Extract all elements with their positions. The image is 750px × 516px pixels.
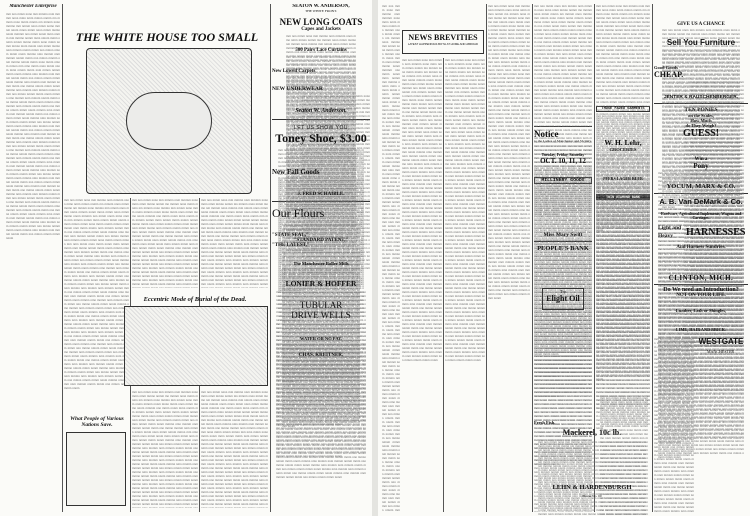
our-flours-heading: Our Flours — [272, 206, 325, 220]
mackerel-ad: Mackerel, 10c lb. — [562, 428, 622, 437]
lehn-hardenburgh-ad: LEHN & HARDENBURGH — [552, 484, 632, 491]
lonier-hoffer-ad: LONIER & HOFFER — [285, 279, 357, 288]
guess-heading: GUESS! — [682, 128, 720, 139]
column-rule — [62, 4, 63, 512]
toney-shoe-ad: Toney Shoe, $3.00 — [275, 131, 367, 145]
pony-heading: Pony — [693, 162, 709, 170]
lace-curtains-ad: 500 Pairs Lace Curtains — [295, 48, 347, 53]
vandemark-ad: A. B. Van DeMark & Co. — [659, 197, 743, 206]
ad-column: SEATON W. ANDERSON, THE WHITE FRONT. NEW LONG COATS Capes and Jackets mm nnn mmm nnnn mm mmmn nnm mmmm nnnn mmn nmm mmnn nnmm mn mmnm nnnn mmm mnmn nm mmnm nnnn mmmn mm nmnm nnnn mmm nnmn mmnm nnnm mnnn mmm nnnn mmm mnmn nnnm mmmm nnn mmm nnnm mmn nnmm mm mmmn nnmm mmn nmnm mmm nnmm nmnm mmnn mmm nnnn mmm nnmm mmnn mnm mnnm nnm mmm mnmn nnm mmnm nnmm mmm nnn mmnn nmnm mmm nnnm mmmn nmn mnmm nnm mmnm nnmm mmm nnn mmnn mnmm nnm mmmn nmnm mmm nnnn mmm nmnm mmnn mm nmn mmm nnnn mmm nnnm mmn nmnm mmm nnm mmnn nmnm mmm nnnm mmmn nmn mnmm nnm mmnm nnmm mmm nnn mmnn nmnm mmm nnnm mmmn nmn mnmm nnm mmnm nnmm mmm nnn mmnn nmnm mmm nnnm mmmn nmn mnmm nnm mmnm nnmm mmm nnn mmnn nmnm mmm nnnm mmmn nmn mnmm nnm mmnm nnmm mmm nnn mmnn nmnm mmm nnnm mmmn nmn mnmm nnm mmnm nnmm mmm nnn mmnn nmnm mmm nnnm mmmn nmn mnmm nnm mmnm nnmm mmm nnn mmnn nmnm mmm nnnm mmmn nmn mnmm nnm mmnm nnmm mmm nnn mmnn nmnm mmm nnnm mmmn nmn mnmm nnm mmnm nnmm mmm nnn mmnn nmnm mmm nnnm mmmn nmn mnmm nnm mmnm nnmm mmm nnn mmnn nmnm mmm nnnm mmmn nmn mnmm nnm mmnm nnmm mmm nnn mmnn nmnm mmm nnnm mmmn nmn mnmm nnm mmnm nnmm mmm nnn mmnn nmnm mmm nnnm mmmn nmn mnmm nnm mmnm nnmm mmm nnn mmnn nmnm mmm nnnm mmmn nmn mnmm nnm mmnm nnmm mmm nnn mmnn nmnm mmm nnnm mmmn nmn mnmm nnm mmnm nnmm mmm nnn mmnn nmnm mmm nnnm mmmn nmn mnmm nnm mmnm nnmm mmm nnn mmnn nmnm mmm nnnm mmmn nmn mnmm nnm mmnm nnmm mmm nnn mmnn nmnm mmm nnnm mmmn nmn mnmm nnm mmnm nnmm mmm nnn mmnn nmnm mmm nnnm mmmn nmn mnmm nnm mmnm nnmm mmm nnn mmnn nmnm mmm nnnm mmmn nmn mnmm nnm mmnm nnmm mmm nnn mmnn nmnm mmm nnnm mmmn nmn mnmm nnm mmnm nnmm mmm nnn mmnn nmnm mmm nnnm mmmn nmn mnmm nnm mmnm nnmm mmm nnn mmnn nmnm mmm nnnm mmmn nmn mnmm nnm mmnm nnmm mmm nnn mmnn nmnm mmm nnnm 500 Pairs Lace Curtains mm nnn mmm nnnn mm mmmn nnm mmmm nnnn mmn nmm mmnn nnmm mn mmnm nnnn mmm mnmn nm mmnm nnnn mmmn mm nmnm nnnn mmm nnmn mmnm nnnm mnnn mmm nnnn mmm mnmn nnnm mmmm nnn mmm nnnm mmn nnmm mm mmmn nnmm mmn nmnm mmm nnmm nmnm mmnn mmm nnnn mmm nnmm mmnn mnm mnnm nnm mmm mnmn nnm mmnm nnmm mmm nnn mmnn nmnm mmm nnnm mmmn nmn mnmm nnm mmnm nnmm mmm nnn mmnn mnmm nnm mmmn nmnm mmm nnnn mmm nmnm mmnn mm nmn mmm nnnn mmm nnnm mmn nmnm mmm nnm mmnn nmnm mmm nnnm mmmn nmn mnmm nnm mmnm nnmm mmm nnn mmnn nmnm mmm nnnm mmmn nmn mnmm nnm mmnm nnmm mmm nnn mmnn nmnm mmm nnnm mmmn nmn mnmm nnm mmnm nnmm mmm nnn mmnn nmnm mmm nnnm mmmn nmn mnmm nnm mmnm nnmm mmm nnn mmnn nmnm mmm nnnm mmmn nmn mnmm nnm mmnm nnmm mmm nnn mmnn nmnm mmm nnnm mmmn nmn mnmm nnm mmnm nnmm mmm nnn mmnn nmnm mmm nnnm mmmn nmn mnmm nnm mmnm nnmm mmm nnn mmnn nmnm mmm nnnm mmmn nmn mnmm nnm mmnm nnmm mmm nnn mmnn nmnm mmm nnnm mmmn nmn mnmm nnm mmnm nnmm mmm nnn mmnn nmnm mmm nnnm mmmn nmn mnmm nnm mmnm nnmm mmm nnn mmnn nmnm mmm nnnm mmmn nmn mnmm nnm mmnm nnmm mmm nnn mmnn nmnm mmm nnnm mmmn nmn mnmm nnm mmnm nnmm mmm nnn mmnn nmnm mmm nnnm mmmn nmn mnmm nnm mmnm nnmm mmm nnn mmnn nmnm mmm nnnm mmmn nmn mnmm nnm mmnm nnmm mmm nnn mmnn nmnm mmm nnnm mmmn nmn mnmm nnm mmnm nnmm mmm nnn mmnn nmnm mmm nnnm mmmn nmn mnmm nnm mmnm nnmm mmm nnn mmnn nmnm mmm nnnm mmmn nmn mnmm nnm mmnm nnmm mmm nnn mmnn nmnm mmm nnnm mmmn nmn mnmm nnm mmnm nnmm mmm nnn mmnn nmnm mmm nnnm mmmn nmn mnmm nnm mmnm nnmm mmm nnn mmnn nmnm mmm nnnm mmmn nmn mnmm nnm mmnm nnmm mmm nnn mmnn nmnm mmm nnnm mmmn nmn mnmm nnm mmnm nnmm mmm nnn mmnn nmnm mmm nnnm mmmn nmn mnmm nnm mmnm nnmm mmm nnn mmnn nmnm mmm nnnm New Lowell Carpets mm nnn mmm nnnn mm mmmn nnm mmmm nnnn mmn nmm mmnn nnmm mn mmnm nnnn mmm mnmn nm mmnm nnnn mmmn mm nmnm nnnn mmm nnmn mmnm nnnm mnnn mmm nnnn mmm mnmn nnnm mmmm nnn mmm nnnm mmn nnmm mm mmmn nnmm mmn nmnm mmm nnmm nmnm mmnn mmm nnnn mmm nnmm mmnn mnm mnnm nnm mmm mnmn nnm mmnm nnmm mmm nnn mmnn nmnm mmm nnnm mmmn nmn mnmm nnm mmnm nnmm mmm nnn mmnn mnmm nnm mmmn nmnm mmm nnnn mmm nmnm mmnn mm nmn mmm nnnn mmm nnnm mmn nmnm mmm nnm mmnn nmnm mmm nnnm mmmn nmn mnmm nnm mmnm nnmm mmm nnn mmnn nmnm mmm nnnm mmmn nmn mnmm nnm mmnm nnmm mmm nnn mmnn nmnm mmm nnnm mmmn nmn mnmm nnm mmnm nnmm mmm nnn mmnn nmnm mmm nnnm mmmn nmn mnmm nnm mmnm nnmm mmm nnn mmnn nmnm mmm nnnm mmmn nmn mnmm nnm mmnm nnmm mmm nnn mmnn nmnm mmm nnnm mmmn nmn mnmm nnm mmnm nnmm mmm nnn mmnn nmnm mmm nnnm mmmn nmn mnmm nnm mmnm nnmm mmm nnn mmnn nmnm mmm nnnm mmmn nmn mnmm nnm mmnm nnmm mmm nnn mmnn nmnm mmm nnnm mmmn nmn mnmm nnm mmnm nnmm mmm nnn mmnn nmnm mmm nnnm mmmn nmn mnmm nnm mmnm nnmm mmm nnn mmnn nmnm mmm nnnm mmmn nmn mnmm nnm mmnm nnmm mmm nnn mmnn nmnm mmm nnnm mmmn nmn mnmm nnm mmnm nnmm mmm nnn mmnn nmnm mmm nnnm mmmn nmn mnmm nnm mmnm nnmm mmm nnn mmnn nmnm mmm nnnm mmmn nmn mnmm nnm mmnm nnmm mmm nnn mmnn nmnm mmm nnnm mmmn nmn mnmm nnm mmnm nnmm mmm nnn mmnn nmnm mmm nnnm mmmn nmn mnmm nnm mmnm nnmm mmm nnn mmnn nmnm mmm nnnm mmmn nmn mnmm nnm mmnm nnmm mmm nnn mmnn nmnm mmm nnnm mmmn nmn mnmm nnm mmnm nnmm mmm nnn mmnn nmnm mmm nnnm mmmn nmn mnmm nnm mmnm nnmm mmm nnn mmnn nmnm mmm nnnm mmmn nmn mnmm nnm mmnm nnmm mmm nnn mmnn nmnm mmm nnnm mmmn nmn mnmm nnm mmnm nnmm mmm nnn mmnn nmnm mmm nnnm mmmn nmn mnmm nnm mmnm nnmm mmm nnn mmnn nmnm mmm nnnm NEW UNDERWEAR mm nnn mmm nnnn mm mmmn nnm mmmm nnnn mmn nmm mmnn nnmm mn mmnm nnnn mmm mnmn nm mmnm nnnn mmmn mm nmnm nnnn mmm nnmn mmnm nnnm mnnn mmm nnnn mmm mnmn nnnm mmmm nnn mmm nnnm mmn nnmm mm mmmn nnmm mmn nmnm mmm nnmm nmnm mmnn mmm nnnn mmm nnmm mmnn mnm mnnm nnm mmm mnmn nnm mmnm nnmm mmm nnn mmnn nmnm mmm nnnm mmmn nmn mnmm nnm mmnm nnmm mmm nnn mmnn mnmm nnm mmmn nmnm mmm nnnn mmm nmnm mmnn mm nmn mmm nnnn mmm nnnm mmn nmnm mmm nnm mmnn nmnm mmm nnnm mmmn nmn mnmm nnm mmnm nnmm mmm nnn mmnn nmnm mmm nnnm mmmn nmn mnmm nnm mmnm nnmm mmm nnn mmnn nmnm mmm nnnm mmmn nmn mnmm nnm mmnm nnmm mmm nnn mmnn nmnm mmm nnnm mmmn nmn mnmm nnm mmnm nnmm mmm nnn mmnn nmnm mmm nnnm mmmn nmn mnmm nnm mmnm nnmm mmm nnn mmnn nmnm mmm nnnm mmmn nmn mnmm nnm mmnm nnmm mmm nnn mmnn nmnm mmm nnnm mmmn nmn mnmm nnm mmnm nnmm mmm nnn mmnn nmnm mmm nnnm mmmn nmn mnmm nnm mmnm nnmm mmm nnn mmnn nmnm mmm nnnm mmmn nmn mnmm nnm mmnm nnmm mmm nnn mmnn nmnm mmm nnnm mmmn nmn mnmm nnm mmnm nnmm mmm nnn mmnn nmnm mmm nnnm mmmn nmn mnmm nnm mmnm nnmm mmm nnn mmnn nmnm mmm nnnm mmmn nmn mnmm nnm mmnm nnmm mmm nnn mmnn nmnm mmm nnnm mmmn nmn mnmm nnm mmnm nnmm mmm nnn mmnn nmnm mmm nnnm mmmn nmn mnmm nnm mmnm nnmm mmm nnn mmnn nmnm mmm nnnm mmmn nmn mnmm nnm mmnm nnmm mmm nnn mmnn nmnm mmm nnnm mmmn nmn mnmm nnm mmnm nnmm mmm nnn mmnn nmnm mmm nnnm mmmn nmn mnmm nnm mmnm nnmm mmm nnn mmnn nmnm mmm nnnm mmmn nmn mnmm nnm mmnm nnmm mmm nnn mmnn nmnm mmm nnnm mmmn nmn mnmm nnm mmnm nnmm mmm nnn mmnn nmnm mmm nnnm mmmn nmn mnmm nnm mmnm nnmm mmm nnn mmnn nmnm mmm nnnm mmmn nmn mnmm nnm mmnm nnmm mmm nnn mmnn nmnm mmm nnnm mmmn nmn mnmm nnm mmnm nnmm mmm nnn mmnn nmnm mmm nnnm Seaton W. Anderson. LET US SHOW YOU Toney Shoe, $3.00 mm nnn mmm nnnn mm mmmn nnm mmmm nnnn mmn nmm mmnn nnmm mn mmnm nnnn mmm mnmn nm mmnm nnnn mmmn mm nmnm nnnn mmm nnmn mmnm nnnm mnnn mmm nnnn mmm mnmn nnnm mmmm nnn mmm nnnm mmn nnmm mm mmmn nnmm mmn nmnm mmm nnmm nmnm mmnn mmm nnnn mmm nnmm mmnn mnm mnnm nnm mmm mnmn nnm mmnm nnmm mmm nnn mmnn nmnm mmm nnnm mmmn nmn mnmm nnm mmnm nnmm mmm nnn mmnn mnmm nnm mmmn nmnm mmm nnnn mmm nmnm mmnn mm nmn mmm nnnn mmm nnnm mmn nmnm mmm nnm mmnn nmnm mmm nnnm mmmn nmn mnmm nnm mmnm nnmm mmm nnn mmnn nmnm mmm nnnm mmmn nmn mnmm nnm mmnm nnmm mmm nnn mmnn nmnm mmm nnnm mmmn nmn mnmm nnm mmnm nnmm mmm nnn mmnn nmnm mmm nnnm mmmn nmn mnmm nnm mmnm nnmm mmm nnn mmnn nmnm mmm nnnm mmmn nmn mnmm nnm mmnm nnmm mmm nnn mmnn nmnm mmm nnnm mmmn nmn mnmm nnm mmnm nnmm mmm nnn mmnn nmnm mmm nnnm mmmn nmn mnmm nnm mmnm nnmm mmm nnn mmnn nmnm mmm nnnm mmmn nmn mnmm nnm mmnm nnmm mmm nnn mmnn nmnm mmm nnnm mmmn nmn mnmm nnm mmnm nnmm mmm nnn mmnn nmnm mmm nnnm mmmn nmn mnmm nnm mmnm nnmm mmm nnn mmnn nmnm mmm nnnm mmmn nmn mnmm nnm mmnm nnmm mmm nnn mmnn nmnm mmm nnnm mmmn nmn mnmm nnm mmnm nnmm mmm nnn mmnn nmnm mmm nnnm mmmn nmn mnmm nnm mmnm nnmm mmm nnn mmnn nmnm mmm nnnm mmmn nmn mnmm nnm mmnm nnmm mmm nnn mmnn nmnm mmm nnnm mmmn nmn mnmm nnm mmnm nnmm mmm nnn mmnn nmnm mmm nnnm mmmn nmn mnmm nnm mmnm nnmm mmm nnn mmnn nmnm mmm nnnm mmmn nmn mnmm nnm mmnm nnmm mmm nnn mmnn nmnm mmm nnnm mmmn nmn mnmm nnm mmnm nnmm mmm nnn mmnn nmnm mmm nnnm mmmn nmn mnmm nnm mmnm nnmm mmm nnn mmnn nmnm mmm nnnm mmmn nmn mnmm nnm mmnm nnmm mmm nnn mmnn nmnm mmm nnnm mmmn nmn mnmm nnm mmnm nnmm mmm nnn mmnn nmnm mmm nnnm mmmn nmn mnmm nnm mmnm nnmm mmm nnn mmnn nmnm mmm nnnm New Fall Goods mm nnn mmm nnnn mm mmmn nnm mmmm nnnn mmn nmm mmnn nnmm mn mmnm nnnn mmm mnmn nm mmnm nnnn mmmn mm nmnm nnnn mmm nnmn mmnm nnnm mnnn mmm nnnn mmm mnmn nnnm mmmm nnn mmm nnnm mmn nnmm mm mmmn nnmm mmn nmnm mmm nnmm nmnm mmnn mmm nnnn mmm nnmm mmnn mnm mnnm nnm mmm mnmn nnm mmnm nnmm mmm nnn mmnn nmnm mmm nnnm mmmn nmn mnmm nnm mmnm nnmm mmm nnn mmnn mnmm nnm mmmn nmnm mmm nnnn mmm nmnm mmnn mm nmn mmm nnnn mmm nnnm mmn nmnm mmm nnm mmnn nmnm mmm nnnm mmmn nmn mnmm nnm mmnm nnmm mmm nnn mmnn nmnm mmm nnnm mmmn nmn mnmm nnm mmnm nnmm mmm nnn mmnn nmnm mmm nnnm mmmn nmn mnmm nnm mmnm nnmm mmm nnn mmnn nmnm mmm nnnm mmmn nmn mnmm nnm mmnm nnmm mmm nnn mmnn nmnm mmm nnnm mmmn nmn mnmm nnm mmnm nnmm mmm nnn mmnn nmnm mmm nnnm mmmn nmn mnmm nnm mmnm nnmm mmm nnn mmnn nmnm mmm nnnm mmmn nmn mnmm nnm mmnm nnmm mmm nnn mmnn nmnm mmm nnnm mmmn nmn mnmm nnm mmnm nnmm mmm nnn mmnn nmnm mmm nnnm mmmn nmn mnmm nnm mmnm nnmm mmm nnn mmnn nmnm mmm nnnm mmmn nmn mnmm nnm mmnm nnmm mmm nnn mmnn nmnm mmm nnnm mmmn nmn mnmm nnm mmnm nnmm mmm nnn mmnn nmnm mmm nnnm mmmn nmn mnmm nnm mmnm nnmm mmm nnn mmnn nmnm mmm nnnm mmmn nmn mnmm nnm mmnm nnmm mmm nnn mmnn nmnm mmm nnnm mmmn nmn mnmm nnm mmnm nnmm mmm nnn mmnn nmnm mmm nnnm mmmn nmn mnmm nnm mmnm nnmm mmm nnn mmnn nmnm mmm nnnm mmmn nmn mnmm nnm mmnm nnmm mmm nnn mmnn nmnm mmm nnnm mmmn nmn mnmm nnm mmnm nnmm mmm nnn mmnn nmnm mmm nnnm mmmn nmn mnmm nnm mmnm nnmm mmm nnn mmnn nmnm mmm nnnm mmmn nmn mnmm nnm mmnm nnmm mmm nnn mmnn nmnm mmm nnnm mmmn nmn mnmm nnm mmnm nnmm mmm nnn mmnn nmnm mmm nnnm mmmn nmn mnmm nnm mmnm nnmm mmm nnn mmnn nmnm mmm nnnm mmmn nmn mnmm nnm mmnm nnmm mmm nnn mmnn nmnm mmm nnnm J. FRED SCHAIBLE. Our Flours mm nnn mmm nnnn mm mmmn nnm mmmm nnnn mmn nmm mmnn nnmm mn mmnm nnnn mmm mnmn nm mmnm nnnn mmmn mm nmnm nnnn mmm nnmn mmnm nnnm mnnn mmm nnnn mmm mnmn nnnm mmmm nnn mmm nnnm mmn nnmm mm mmmn nnmm mmn nmnm mmm nnmm nmnm mmnn mmm nnnn mmm nnmm mmnn mnm mnnm nnm mmm mnmn nnm mmnm nnmm mmm nnn mmnn nmnm mmm nnnm mmmn nmn mnmm nnm mmnm nnmm mmm nnn mmnn mnmm nnm mmmn nmnm mmm nnnn mmm nmnm mmnn mm nmn mmm nnnn mmm nnnm mmn nmnm mmm nnm mmnn nmnm mmm nnnm mmmn nmn mnmm nnm mmnm nnmm mmm nnn mmnn nmnm mmm nnnm mmmn nmn mnmm nnm mmnm nnmm mmm nnn mmnn nmnm mmm nnnm mmmn nmn mnmm nnm mmnm nnmm mmm nnn mmnn nmnm mmm nnnm mmmn nmn mnmm nnm mmnm nnmm mmm nnn mmnn nmnm mmm nnnm mmmn nmn mnmm nnm mmnm nnmm mmm nnn mmnn nmnm mmm nnnm mmmn nmn mnmm nnm mmnm nnmm mmm nnn mmnn nmnm mmm nnnm mmmn nmn mnmm nnm mmnm nnmm mmm nnn mmnn nmnm mmm nnnm mmmn nmn mnmm nnm mmnm nnmm mmm nnn mmnn nmnm mmm nnnm mmmn nmn mnmm nnm mmnm nnmm mmm nnn mmnn nmnm mmm nnnm mmmn nmn mnmm nnm mmnm nnmm mmm nnn mmnn nmnm mmm nnnm mmmn nmn mnmm nnm mmnm nnmm mmm nnn mmnn nmnm mmm nnnm mmmn nmn mnmm nnm mmnm nnmm mmm nnn mmnn nmnm mmm nnnm mmmn nmn mnmm nnm mmnm nnmm mmm nnn mmnn nmnm mmm nnnm mmmn nmn mnmm nnm mmnm nnmm mmm nnn mmnn nmnm mmm nnnm mmmn nmn mnmm nnm mmnm nnmm mmm nnn mmnn nmnm mmm nnnm mmmn nmn mnmm nnm mmnm nnmm mmm nnn mmnn nmnm mmm nnnm mmmn nmn mnmm nnm mmnm nnmm mmm nnn mmnn nmnm mmm nnnm mmmn nmn mnmm nnm mmnm nnmm mmm nnn mmnn nmnm mmm nnnm mmmn nmn mnmm nnm mmnm nnmm mmm nnn mmnn nmnm mmm nnnm mmmn nmn mnmm nnm mmnm nnmm mmm nnn mmnn nmnm mmm nnnm mmmn nmn mnmm nnm mmnm nnmm mmm nnn mmnn nmnm mmm nnnm mmmn nmn mnmm nnm mmnm nnmm mmm nnn mmnn nmnm mmm nnnm "STATE SEAL," "STANDARD PATENT," "THE LATEST," mm nnn mmm nnnn mm mmmn nnm mmmm nnnn mmn nmm mmnn nnmm mn mmnm nnnn mmm mnmn nm mmnm nnnn mmmn mm nmnm nnnn mmm nnmn mmnm nnnm mnnn mmm nnnn mmm mnmn nnnm mmmm nnn mmm nnnm mmn nnmm mm mmmn nnmm mmn nmnm mmm nnmm nmnm mmnn mmm nnnn mmm nnmm mmnn mnm mnnm nnm mmm mnmn nnm mmnm nnmm mmm nnn mmnn nmnm mmm nnnm mmmn nmn mnmm nnm mmnm nnmm mmm nnn mmnn mnmm nnm mmmn nmnm mmm nnnn mmm nmnm mmnn mm nmn mmm nnnn mmm nnnm mmn nmnm mmm nnm mmnn nmnm mmm nnnm mmmn nmn mnmm nnm mmnm nnmm mmm nnn mmnn nmnm mmm nnnm mmmn nmn mnmm nnm mmnm nnmm mmm nnn mmnn nmnm mmm nnnm mmmn nmn mnmm nnm mmnm nnmm mmm nnn mmnn nmnm mmm nnnm mmmn nmn mnmm nnm mmnm nnmm mmm nnn mmnn nmnm mmm nnnm mmmn nmn mnmm nnm mmnm nnmm mmm nnn mmnn nmnm mmm nnnm mmmn nmn mnmm nnm mmnm nnmm mmm nnn mmnn nmnm mmm nnnm mmmn nmn mnmm nnm mmnm nnmm mmm nnn mmnn nmnm mmm nnnm mmmn nmn mnmm nnm mmnm nnmm mmm nnn mmnn nmnm mmm nnnm mmmn nmn mnmm nnm mmnm nnmm mmm nnn mmnn nmnm mmm nnnm mmmn nmn mnmm nnm mmnm nnmm mmm nnn mmnn nmnm mmm nnnm mmmn nmn mnmm nnm mmnm nnmm mmm nnn mmnn nmnm mmm nnnm mmmn nmn mnmm nnm mmnm nnmm mmm nnn mmnn nmnm mmm nnnm mmmn nmn mnmm nnm mmnm nnmm mmm nnn mmnn nmnm mmm nnnm mmmn nmn mnmm nnm mmnm nnmm mmm nnn mmnn nmnm mmm nnnm mmmn nmn mnmm nnm mmnm nnmm mmm nnn mmnn nmnm mmm nnnm mmmn nmn mnmm nnm mmnm nnmm mmm nnn mmnn nmnm mmm nnnm mmmn nmn mnmm nnm mmnm nnmm mmm nnn mmnn nmnm mmm nnnm mmmn nmn mnmm nnm mmnm nnmm mmm nnn mmnn nmnm mmm nnnm mmmn nmn mnmm nnm mmnm nnmm mmm nnn mmnn nmnm mmm nnnm mmmn nmn mnmm nnm mmnm nnmm mmm nnn mmnn nmnm mmm nnnm mmmn nmn mnmm nnm mmnm nnmm mmm nnn mmnn nmnm mmm nnnm mmmn nmn mnmm nnm mmnm nnmm mmm nnn mmnn nmnm mmm nnnm The Manchester Roller Mills mm nnn mmm nnnn mm mmmn nnm mmmm nnnn mmn nmm mmnn nnmm mn mmnm nnnn mmm mnmn nm mmnm nnnn mmmn mm nmnm nnnn mmm nnmn mmnm nnnm mnnn mmm nnnn mmm mnmn nnnm mmmm nnn mmm nnnm mmn nnmm mm mmmn nnmm mmn nmnm mmm nnmm nmnm mmnn mmm nnnn mmm nnmm mmnn mnm mnnm nnm mmm mnmn nnm mmnm nnmm mmm nnn mmnn nmnm mmm nnnm mmmn nmn mnmm nnm mmnm nnmm mmm nnn mmnn mnmm nnm mmmn nmnm mmm nnnn mmm nmnm mmnn mm nmn mmm nnnn mmm nnnm mmn nmnm mmm nnm mmnn nmnm mmm nnnm mmmn nmn mnmm nnm mmnm nnmm mmm nnn mmnn nmnm mmm nnnm mmmn nmn mnmm nnm mmnm nnmm mmm nnn mmnn nmnm mmm nnnm mmmn nmn mnmm nnm mmnm nnmm mmm nnn mmnn nmnm mmm nnnm mmmn nmn mnmm nnm mmnm nnmm mmm nnn mmnn nmnm mmm nnnm mmmn nmn mnmm nnm mmnm nnmm mmm nnn mmnn nmnm mmm nnnm mmmn nmn mnmm nnm mmnm nnmm mmm nnn mmnn nmnm mmm nnnm mmmn nmn mnmm nnm mmnm nnmm mmm nnn mmnn nmnm mmm nnnm mmmn nmn mnmm nnm mmnm nnmm mmm nnn mmnn nmnm mmm nnnm mmmn nmn mnmm nnm mmnm nnmm mmm nnn mmnn nmnm mmm nnnm mmmn nmn mnmm nnm mmnm nnmm mmm nnn mmnn nmnm mmm nnnm mmmn nmn mnmm nnm mmnm nnmm mmm nnn mmnn nmnm mmm nnnm mmmn nmn mnmm nnm mmnm nnmm mmm nnn mmnn nmnm mmm nnnm mmmn nmn mnmm nnm mmnm nnmm mmm nnn mmnn nmnm mmm nnnm mmmn nmn mnmm nnm mmnm nnmm mmm nnn mmnn nmnm mmm nnnm mmmn nmn mnmm nnm mmnm nnmm mmm nnn mmnn nmnm mmm nnnm mmmn nmn mnmm nnm mmnm nnmm mmm nnn mmnn nmnm mmm nnnm mmmn nmn mnmm nnm mmnm nnmm mmm nnn mmnn nmnm mmm nnnm mmmn nmn mnmm nnm mmnm nnmm mmm nnn mmnn nmnm mmm nnnm mmmn nmn mnmm nnm mmnm nnmm mmm nnn mmnn nmnm mmm nnnm mmmn nmn mnmm nnm mmnm nnmm mmm nnn mmnn nmnm mmm nnnm mmmn nmn mnmm nnm mmnm nnmm mmm nnn mmnn nmnm mmm nnnm mmmn nmn mnmm nnm mmnm nnmm mmm nnn mmnn nmnm mmm nnnm LONIER & HOFFER mm nnn mmm nnnn mm mmmn nnm mmmm nnnn mmn nmm mmnn nnmm mn mmnm nnnn mmm mnmn nm mmnm nnnn mmmn mm nmnm nnnn mmm nnmn mmnm nnnm mnnn mmm nnnn mmm mnmn nnnm mmmm nnn mmm nnnm mmn nnmm mm mmmn nnmm mmn nmnm mmm nnmm nmnm mmnn mmm nnnn mmm nnmm mmnn mnm mnnm nnm mmm mnmn nnm mmnm nnmm mmm nnn mmnn nmnm mmm nnnm mmmn nmn mnmm nnm mmnm nnmm mmm nnn mmnn mnmm nnm mmmn nmnm mmm nnnn mmm nmnm mmnn mm nmn mmm nnnn mmm nnnm mmn nmnm mmm nnm mmnn nmnm mmm nnnm mmmn nmn mnmm nnm mmnm nnmm mmm nnn mmnn nmnm mmm nnnm mmmn nmn mnmm nnm mmnm nnmm mmm nnn mmnn nmnm mmm nnnm mmmn nmn mnmm nnm mmnm nnmm mmm nnn mmnn nmnm mmm nnnm mmmn nmn mnmm nnm mmnm nnmm mmm nnn mmnn nmnm mmm nnnm mmmn nmn mnmm nnm mmnm nnmm mmm nnn mmnn nmnm mmm nnnm mmmn nmn mnmm nnm mmnm nnmm mmm nnn mmnn nmnm mmm nnnm mmmn nmn mnmm nnm mmnm nnmm mmm nnn mmnn nmnm mmm nnnm mmmn nmn mnmm nnm mmnm nnmm mmm nnn mmnn nmnm mmm nnnm mmmn nmn mnmm nnm mmnm nnmm mmm nnn mmnn nmnm mmm nnnm mmmn nmn mnmm nnm mmnm nnmm mmm nnn mmnn nmnm mmm nnnm mmmn nmn mnmm nnm mmnm nnmm mmm nnn mmnn nmnm mmm nnnm mmmn nmn mnmm nnm mmnm nnmm mmm nnn mmnn nmnm mmm nnnm mmmn nmn mnmm nnm mmnm nnmm mmm nnn mmnn nmnm mmm nnnm mmmn nmn mnmm nnm mmnm nnmm mmm nnn mmnn nmnm mmm nnnm mmmn nmn mnmm nnm mmnm nnmm mmm nnn mmnn nmnm mmm nnnm mmmn nmn mnmm nnm mmnm nnmm mmm nnn mmnn nmnm mmm nnnm mmmn nmn mnmm nnm mmnm nnmm mmm nnn mmnn nmnm mmm nnnm mmmn nmn mnmm nnm mmnm nnmm mmm nnn mmnn nmnm mmm nnnm mmmn nmn mnmm nnm mmnm nnmm mmm nnn mmnn nmnm mmm nnnm mmmn nmn mnmm nnm mmnm nnmm mmm nnn mmnn nmnm mmm nnnm mmmn nmn mnmm nnm mmnm nnmm mmm nnn mmnn nmnm mmm nnnm mmmn nmn mnmm nnm mmnm nnmm mmm nnn mmnn nmnm mmm nnnm TUBULAR DRIVE WELLS mm nnn mmm nnnn mm mmmn nnm mmmm nnnn mmn nmm mmnn nnmm mn mmnm nnnn mmm mnmn nm mmnm nnnn mmmn mm nmnm nnnn mmm nnmn mmnm nnnm mnnn mmm nnnn mmm mnmn nnnm mmmm nnn mmm nnnm mmn nnmm mm mmmn nnmm mmn nmnm mmm nnmm nmnm mmnn mmm nnnn mmm nnmm mmnn mnm mnnm nnm mmm mnmn nnm mmnm nnmm mmm nnn mmnn nmnm mmm nnnm mmmn nmn mnmm nnm mmnm nnmm mmm nnn mmnn mnmm nnm mmmn nmnm mmm nnnn mmm nmnm mmnn mm nmn mmm nnnn mmm nnnm mmn nmnm mmm nnm mmnn nmnm mmm nnnm mmmn nmn mnmm nnm mmnm nnmm mmm nnn mmnn nmnm mmm nnnm mmmn nmn mnmm nnm mmnm nnmm mmm nnn mmnn nmnm mmm nnnm mmmn nmn mnmm nnm mmnm nnmm mmm nnn mmnn nmnm mmm nnnm mmmn nmn mnmm nnm mmnm nnmm mmm nnn mmnn nmnm mmm nnnm mmmn nmn mnmm nnm mmnm nnmm mmm nnn mmnn nmnm mmm nnnm mmmn nmn mnmm nnm mmnm nnmm mmm nnn mmnn nmnm mmm nnnm mmmn nmn mnmm nnm mmnm nnmm mmm nnn mmnn nmnm mmm nnnm mmmn nmn mnmm nnm mmnm nnmm mmm nnn mmnn nmnm mmm nnnm mmmn nmn mnmm nnm mmnm nnmm mmm nnn mmnn nmnm mmm nnnm mmmn nmn mnmm nnm mmnm nnmm mmm nnn mmnn nmnm mmm nnnm mmmn nmn mnmm nnm mmnm nnmm mmm nnn mmnn nmnm mmm nnnm mmmn nmn mnmm nnm mmnm nnmm mmm nnn mmnn nmnm mmm nnnm mmmn nmn mnmm nnm mmnm nnmm mmm nnn mmnn nmnm mmm nnnm mmmn nmn mnmm nnm mmnm nnmm mmm nnn mmnn nmnm mmm nnnm mmmn nmn mnmm nnm mmnm nnmm mmm nnn mmnn nmnm mmm nnnm mmmn nmn mnmm nnm mmnm nnmm mmm nnn mmnn nmnm mmm nnnm mmmn nmn mnmm nnm mmnm nnmm mmm nnn mmnn nmnm mmm nnnm mmmn nmn mnmm nnm mmnm nnmm mmm nnn mmnn nmnm mmm nnnm mmmn nmn mnmm nnm mmnm nnmm mmm nnn mmnn nmnm mmm nnnm mmmn nmn mnmm nnm mmnm nnmm mmm nnn mmnn nmnm mmm nnnm mmmn nmn mnmm nnm mmnm nnmm mmm nnn mmnn nmnm mmm nnnm mmmn nmn mnmm nnm mmnm nnmm mmm nnn mmnn nmnm mmm nnnm WATER OR NO PAY. mm nnn mmm nnnn mm mmmn nnm mmmm nnnn mmn nmm mmnn nnmm mn mmnm nnnn mmm mnmn nm mmnm nnnn mmmn mm nmnm nnnn mmm nnmn mmnm nnnm mnnn mmm nnnn mmm mnmn nnnm mmmm nnn mmm nnnm mmn nnmm mm mmmn nnmm mmn nmnm mmm nnmm nmnm mmnn mmm nnnn mmm nnmm mmnn mnm mnnm nnm mmm mnmn nnm mmnm nnmm mmm nnn mmnn nmnm mmm nnnm mmmn nmn mnmm nnm mmnm nnmm mmm nnn mmnn mnmm nnm mmmn nmnm mmm nnnn mmm nmnm mmnn mm nmn mmm nnnn mmm nnnm mmn nmnm mmm nnm mmnn nmnm mmm nnnm mmmn nmn mnmm nnm mmnm nnmm mmm nnn mmnn nmnm mmm nnnm mmmn nmn mnmm nnm mmnm nnmm mmm nnn mmnn nmnm mmm nnnm mmmn nmn mnmm nnm mmnm nnmm mmm nnn mmnn nmnm mmm nnnm mmmn nmn mnmm nnm mmnm nnmm mmm nnn mmnn nmnm mmm nnnm mmmn nmn mnmm nnm mmnm nnmm mmm nnn mmnn nmnm mmm nnnm mmmn nmn mnmm nnm mmnm nnmm mmm nnn mmnn nmnm mmm nnnm mmmn nmn mnmm nnm mmnm nnmm mmm nnn mmnn nmnm mmm nnnm mmmn nmn mnmm nnm mmnm nnmm mmm nnn mmnn nmnm mmm nnnm mmmn nmn mnmm nnm mmnm nnmm mmm nnn mmnn nmnm mmm nnnm mmmn nmn mnmm nnm mmnm nnmm mmm nnn mmnn nmnm mmm nnnm mmmn nmn mnmm nnm mmnm nnmm mmm nnn mmnn nmnm mmm nnnm mmmn nmn mnmm nnm mmnm nnmm mmm nnn mmnn nmnm mmm nnnm mmmn nmn mnmm nnm mmnm nnmm mmm nnn mmnn nmnm mmm nnnm mmmn nmn mnmm nnm mmnm nnmm mmm nnn mmnn nmnm mmm nnnm mmmn nmn mnmm nnm mmnm nnmm mmm nnn mmnn nmnm mmm nnnm mmmn nmn mnmm nnm mmnm nnmm mmm nnn mmnn nmnm mmm nnnm mmmn nmn mnmm nnm mmnm nnmm mmm nnn mmnn nmnm mmm nnnm mmmn nmn mnmm nnm mmnm nnmm mmm nnn mmnn nmnm mmm nnnm mmmn nmn mnmm nnm mmnm nnmm mmm nnn mmnn nmnm mmm nnnm mmmn nmn mnmm nnm mmnm nnmm mmm nnn mmnn nmnm mmm nnnm mmmn nmn mnmm nnm mmnm nnmm mmm nnn mmnn nmnm mmm nnnm mmmn nmn mnmm nnm mmnm nnmm mmm nnn mmnn nmnm mmm nnnm CHAS. KREITNER. — [272, 4, 370, 512]
brevities-column-2 — [445, 58, 485, 508]
cheap-heading: CHEAP. — [654, 70, 684, 79]
yocum-marx-ad: YOCUM, MARX & CO. — [666, 183, 736, 190]
fresh-fish-heading: Fresh Fish. — [534, 420, 556, 425]
show-you-heading: LET US SHOW YOU — [294, 125, 348, 131]
news-brevities-box: NEWS BREVITIES LATEST HAPPENINGS BOTH AT HOME AND ABROAD — [402, 30, 484, 54]
headline: THE WHITE HOUSE TOO SMALL — [75, 30, 259, 44]
fall-goods-ad: New Fall Goods — [272, 168, 320, 176]
roller-mills: The Manchester Roller Mills — [293, 261, 349, 266]
mary-swift-ad: Miss Mary Swift — [543, 232, 583, 238]
faded-garments-ad: THOSE FADED GARMENTS — [596, 106, 650, 112]
give-us-chance: GIVE US A CHANCE — [677, 22, 725, 27]
underwear-ad: NEW UNDERWEAR — [272, 86, 323, 92]
left-column-1 — [6, 4, 60, 512]
right-newspaper-page: NEWS BREVITIES LATEST HAPPENINGS BOTH AT HOME AND ABROAD mm nnn mmm nnnn mm mmmn nnm mmmm nnnn mmn nmm mmnn nnmm mn mmnm nnnn mmm mnmn nm mmnm nnnn mmmn mm nmnm nnnn mmm nnmn mmnm nnnm mnnn mmm nnnn mmm mnmn nnnm mmmm nnn mmm nnnm mmn nnmm mm mmmn nnmm mmn nmnm mmm nnmm nmnm mmnn mmm nnnn mmm nnmm mmnn mnm mnnm nnm mmm mnmn nnm mmnm nnmm mmm nnn mmnn nmnm mmm nnnm mmmn nmn mnmm nnm mmnm nnmm mmm nnn mmnn mnmm nnm mmmn nmnm mmm nnnn mmm nmnm mmnn mm nmn mmm nnnn mmm nnnm mmn nmnm mmm nnm mmnn nmnm mmm nnnm mmmn nmn mnmm nnm mmnm nnmm mmm nnn mmnn nmnm mmm nnnm mmmn nmn mnmm nnm mmnm nnmm mmm nnn mmnn nmnm mmm nnnm mmmn nmn mnmm nnm mmnm nnmm mmm nnn mmnn nmnm mmm nnnm mmmn nmn mnmm nnm mmnm nnmm mmm nnn mmnn nmnm mmm nnnm mmmn nmn mnmm nnm mmnm nnmm mmm nnn mmnn nmnm mmm nnnm mmmn nmn mnmm nnm mmnm nnmm mmm nnn mmnn nmnm mmm nnnm mmmn nmn mnmm nnm mmnm nnmm mmm nnn mmnn nmnm mmm nnnm mmmn nmn mnmm nnm mmnm nnmm mmm nnn mmnn nmnm mmm nnnm mmmn nmn mnmm nnm mmnm nnmm mmm nnn mmnn nmnm mmm nnnm mmmn nmn mnmm nnm mmnm nnmm mmm nnn mmnn nmnm mmm nnnm mmmn nmn mnmm nnm mmnm nnmm mmm nnn mmnn nmnm mmm nnnm mmmn nmn mnmm nnm mmnm nnmm mmm nnn mmnn nmnm mmm nnnm mmmn nmn mnmm nnm mmnm nnmm mmm nnn mmnn nmnm mmm nnnm mmmn nmn mnmm nnm mmnm nnmm mmm nnn mmnn nmnm mmm nnnm mmmn nmn mnmm nnm mmnm nnmm mmm nnn mmnn nmnm mmm nnnm mmmn nmn mnmm nnm mmnm nnmm mmm nnn mmnn nmnm mmm nnnm mmmn nmn mnmm nnm mmnm nnmm mmm nnn mmnn nmnm mmm nnnm mmmn nmn mnmm nnm mmnm nnmm mmm nnn mmnn nmnm mmm nnnm mmmn nmn mnmm nnm mmnm nnmm mmm nnn mmnn nmnm mmm nnnm mmmn nmn mnmm nnm mmnm nnmm mmm nnn mmnn nmnm mmm nnnm mmmn nmn mnmm nnm mmnm nnmm mmm nnn mmnn nmnm mmm nnnm mmmn nmn mnmm nnm mmnm nnmm mmm nnn mmnn nmnm mmm nnnm mm nnn mmm nnnn mm mmmn nnm mmmm nnnn mmn nmm mmnn nnmm mn mmnm nnnn mmm mnmn nm mmnm nnnn mmmn mm nmnm nnnn mmm nnmn mmnm nnnm mnnn mmm nnnn mmm mnmn nnnm mmmm nnn mmm nnnm mmn nnmm mm mmmn nnmm mmn nmnm mmm nnmm nmnm mmnn mmm nnnn mmm nnmm mmnn mnm mnnm nnm mmm mnmn nnm mmnm nnmm mmm nnn mmnn nmnm mmm nnnm mmmn nmn mnmm nnm mmnm nnmm mmm nnn mmnn mnmm nnm mmmn nmnm mmm nnnn mmm nmnm mmnn mm nmn mmm nnnn mmm nnnm mmn nmnm mmm nnm mmnn nmnm mmm nnnm mmmn nmn mnmm nnm mmnm nnmm mmm nnn mmnn nmnm mmm nnnm mmmn nmn mnmm nnm mmnm nnmm mmm nnn mmnn nmnm mmm nnnm mmmn nmn mnmm nnm mmnm nnmm mmm nnn mmnn nmnm mmm nnnm mmmn nmn mnmm nnm mmnm nnmm mmm nnn mmnn nmnm mmm nnnm mmmn nmn mnmm nnm mmnm nnmm mmm nnn mmnn nmnm mmm nnnm mmmn nmn mnmm nnm mmnm nnmm mmm nnn mmnn nmnm mmm nnnm mmmn nmn mnmm nnm mmnm nnmm mmm nnn mmnn nmnm mmm nnnm mmmn nmn mnmm nnm mmnm nnmm mmm nnn mmnn nmnm mmm nnnm mmmn nmn mnmm nnm mmnm nnmm mmm nnn mmnn nmnm mmm nnnm mmmn nmn mnmm nnm mmnm nnmm mmm nnn mmnn nmnm mmm nnnm mmmn nmn mnmm nnm mmnm nnmm mmm nnn mmnn nmnm mmm nnnm mmmn nmn mnmm nnm mmnm nnmm mmm nnn mmnn nmnm mmm nnnm mmmn nmn mnmm nnm mmnm nnmm mmm nnn mmnn nmnm mmm nnnm mmmn nmn mnmm nnm mmnm nnmm mmm nnn mmnn nmnm mmm nnnm mmmn nmn mnmm nnm mmnm nnmm mmm nnn mmnn nmnm mmm nnnm mmmn nmn mnmm nnm mmnm nnmm mmm nnn mmnn nmnm mmm nnnm mmmn nmn mnmm nnm mmnm nnmm mmm nnn mmnn nmnm mmm nnnm mmmn nmn mnmm nnm mmnm nnmm mmm nnn mmnn nmnm mmm nnnm mmmn nmn mnmm nnm mmnm nnmm mmm nnn mmnn nmnm mmm nnnm mmmn nmn mnmm nnm mmnm nnmm mmm nnn mmnn nmnm mmm nnnm mmmn nmn mnmm nnm mmnm nnmm mmm nnn mmnn nmnm mmm nnnm mmmn nmn mnmm nnm mmnm nnmm mmm nnn mmnn nmnm mmm nnnm mm nnn mmm nnnn mm mmmn nnm mmmm nnnn mmn nmm mmnn nnmm mn mmnm nnnn mmm mnmn nm mmnm nnnn mmmn mm nmnm nnnn mmm nnmn mmnm nnnm mnnn mmm nnnn mmm mnmn nnnm mmmm nnn mmm nnnm mmn nnmm mm mmmn nnmm mmn nmnm mmm nnmm nmnm mmnn mmm nnnn mmm nnmm mmnn mnm mnnm nnm mmm mnmn nnm mmnm nnmm mmm nnn mmnn nmnm mmm nnnm mmmn nmn mnmm nnm mmnm nnmm mmm nnn mmnn mnmm nnm mmmn nmnm mmm nnnn mmm nmnm mmnn mm nmn mmm nnnn mmm nnnm mmn nmnm mmm nnm mmnn nmnm mmm nnnm mmmn nmn mnmm nnm mmnm nnmm mmm nnn mmnn nmnm mmm nnnm mmmn nmn mnmm nnm mmnm nnmm mmm nnn mmnn nmnm mmm nnnm mmmn nmn mnmm nnm mmnm nnmm mmm nnn mmnn nmnm mmm nnnm mmmn nmn mnmm nnm mmnm nnmm mmm nnn mmnn nmnm mmm nnnm mmmn nmn mnmm nnm mmnm nnmm mmm nnn mmnn nmnm mmm nnnm mmmn nmn mnmm nnm mmnm nnmm mmm nnn mmnn nmnm mmm nnnm mmmn nmn mnmm nnm mmnm nnmm mmm nnn mmnn nmnm mmm nnnm mmmn nmn mnmm nnm mmnm nnmm mmm nnn mmnn nmnm mmm nnnm mmmn nmn mnmm nnm mmnm nnmm mmm nnn mmnn nmnm mmm nnnm mmmn nmn mnmm nnm mmnm nnmm mmm nnn mmnn nmnm mmm nnnm mmmn nmn mnmm nnm mmnm nnmm mmm nnn mmnn nmnm mmm nnnm mmmn nmn mnmm nnm mmnm nnmm mmm nnn mmnn nmnm mmm nnnm mmmn nmn mnmm nnm mmnm nnmm mmm nnn mmnn nmnm mmm nnnm mmmn nmn mnmm nnm mmnm nnmm mmm nnn mmnn nmnm mmm nnnm mmmn nmn mnmm nnm mmnm nnmm mmm nnn mmnn nmnm mmm nnnm mmmn nmn mnmm nnm mmnm nnmm mmm nnn mmnn nmnm mmm nnnm mmmn nmn mnmm nnm mmnm nnmm mmm nnn mmnn nmnm mmm nnnm mmmn nmn mnmm nnm mmnm nnmm mmm nnn mmnn nmnm mmm nnnm mmmn nmn mnmm nnm mmnm nnmm mmm nnn mmnn nmnm mmm nnnm mmmn nmn mnmm nnm mmnm nnmm mmm nnn mmnn nmnm mmm nnnm mmmn nmn mnmm nnm mmnm nnmm mmm nnn mmnn nmnm mmm nnnm mmmn nmn mnmm nnm mmnm nnmm mmm nnn mmnn nmnm mmm nnnm mm nnn mmm nnnn mm mmmn nnm mmmm nnnn mmn nmm mmnn nnmm mn mmnm nnnn mmm mnmn nm mmnm nnnn mmmn mm nmnm nnnn mmm nnmn mmnm nnnm mnnn mmm nnnn mmm mnmn nnnm mmmm nnn mmm nnnm mmn nnmm mm mmmn nnmm mmn nmnm mmm nnmm nmnm mmnn mmm nnnn mmm nnmm mmnn mnm mnnm nnm mmm mnmn nnm mmnm nnmm mmm nnn mmnn nmnm mmm nnnm mmmn nmn mnmm nnm mmnm nnmm mmm nnn mmnn mnmm nnm mmmn nmnm mmm nnnn mmm nmnm mmnn mm nmn mmm nnnn mmm nnnm mmn nmnm mmm nnm mmnn nmnm mmm nnnm mmmn nmn mnmm nnm mmnm nnmm mmm nnn mmnn nmnm mmm nnnm mmmn nmn mnmm nnm mmnm nnmm mmm nnn mmnn nmnm mmm nnnm mmmn nmn mnmm nnm mmnm nnmm mmm nnn mmnn nmnm mmm nnnm mmmn nmn mnmm nnm mmnm nnmm mmm nnn mmnn nmnm mmm nnnm mmmn nmn mnmm nnm mmnm nnmm mmm nnn mmnn nmnm mmm nnnm mmmn nmn mnmm nnm mmnm nnmm mmm nnn mmnn nmnm mmm nnnm mmmn nmn mnmm nnm mmnm nnmm mmm nnn mmnn nmnm mmm nnnm mmmn nmn mnmm nnm mmnm nnmm mmm nnn mmnn nmnm mmm nnnm mmmn nmn mnmm nnm mmnm nnmm mmm nnn mmnn nmnm mmm nnnm mmmn nmn mnmm nnm mmnm nnmm mmm nnn mmnn nmnm mmm nnnm mmmn nmn mnmm nnm mmnm nnmm mmm nnn mmnn nmnm mmm nnnm mmmn nmn mnmm nnm mmnm nnmm mmm nnn mmnn nmnm mmm nnnm mmmn nmn mnmm nnm mmnm nnmm mmm nnn mmnn nmnm mmm nnnm mmmn nmn mnmm nnm mmnm nnmm mmm nnn mmnn nmnm mmm nnnm mmmn nmn mnmm nnm mmnm nnmm mmm nnn mmnn nmnm mmm nnnm mmmn nmn mnmm nnm mmnm nnmm mmm nnn mmnn nmnm mmm nnnm mmmn nmn mnmm nnm mmnm nnmm mmm nnn mmnn nmnm mmm nnnm mmmn nmn mnmm nnm mmnm nnmm mmm nnn mmnn nmnm mmm nnnm mmmn nmn mnmm nnm mmnm nnmm mmm nnn mmnn nmnm mmm nnnm mmmn nmn mnmm nnm mmnm nnmm mmm nnn mmnn nmnm mmm nnnm mmmn nmn mnmm nnm mmnm nnmm mmm nnn mmnn nmnm mmm nnnm mmmn nmn mnmm nnm mmnm nnmm mmm nnn mmnn nmnm mmm nnnm mm nnn mmm nnnn mm mmmn nnm mmmm nnnn mmn nmm mmnn nnmm mn mmnm nnnn mmm mnmn nm mmnm nnnn mmmn mm nmnm nnnn mmm nnmn mmnm nnnm mnnn mmm nnnn mmm mnmn nnnm mmmm nnn mmm nnnm mmn nnmm mm mmmn nnmm mmn nmnm mmm nnmm nmnm mmnn mmm nnnn mmm nnmm mmnn mnm mnnm nnm mmm mnmn nnm mmnm nnmm mmm nnn mmnn nmnm mmm nnnm mmmn nmn mnmm nnm mmnm nnmm mmm nnn mmnn mnmm nnm mmmn nmnm mmm nnnn mmm nmnm mmnn mm nmn mmm nnnn mmm nnnm mmn nmnm mmm nnm mmnn nmnm mmm nnnm mmmn nmn mnmm nnm mmnm nnmm mmm nnn mmnn nmnm mmm nnnm mmmn nmn mnmm nnm mmnm nnmm mmm nnn mmnn nmnm mmm nnnm mmmn nmn mnmm nnm mmnm nnmm mmm nnn mmnn nmnm mmm nnnm mmmn nmn mnmm nnm mmnm nnmm mmm nnn mmnn nmnm mmm nnnm mmmn nmn mnmm nnm mmnm nnmm mmm nnn mmnn nmnm mmm nnnm mmmn nmn mnmm nnm mmnm nnmm mmm nnn mmnn nmnm mmm nnnm mmmn nmn mnmm nnm mmnm nnmm mmm nnn mmnn nmnm mmm nnnm mmmn nmn mnmm nnm mmnm nnmm mmm nnn mmnn nmnm mmm nnnm mmmn nmn mnmm nnm mmnm nnmm mmm nnn mmnn nmnm mmm nnnm mmmn nmn mnmm nnm mmnm nnmm mmm nnn mmnn nmnm mmm nnnm mmmn nmn mnmm nnm mmnm nnmm mmm nnn mmnn nmnm mmm nnnm mmmn nmn mnmm nnm mmnm nnmm mmm nnn mmnn nmnm mmm nnnm mmmn nmn mnmm nnm mmnm nnmm mmm nnn mmnn nmnm mmm nnnm mmmn nmn mnmm nnm mmnm nnmm mmm nnn mmnn nmnm mmm nnnm mmmn nmn mnmm nnm mmnm nnmm mmm nnn mmnn nmnm mmm nnnm mmmn nmn mnmm nnm mmnm nnmm mmm nnn mmnn nmnm mmm nnnm mmmn nmn mnmm nnm mmnm nnmm mmm nnn mmnn nmnm mmm nnnm mmmn nmn mnmm nnm mmnm nnmm mmm nnn mmnn nmnm mmm nnnm mmmn nmn mnmm nnm mmnm nnmm mmm nnn mmnn nmnm mmm nnnm mmmn nmn mnmm nnm mmnm nnmm mmm nnn mmnn nmnm mmm nnnm mmmn nmn mnmm nnm mmnm nnmm mmm nnn mmnn nmnm mmm nnnm mmmn nmn mnmm nnm mmnm nnmm mmm nnn mmnn nmnm mmm nnnm Notice to the Ladies of Manchester and Vicinity. mm nnn mmm nnnn mm mmmn nnm mmmm nnnn mmn nmm mmnn nnmm mn mmnm nnnn mmm mnmn nm mmnm nnnn mmmn mm nmnm nnnn mmm nnmn mmnm nnnm mnnn mmm nnnn mmm mnmn nnnm mmmm nnn mmm nnnm mmn nnmm mm mmmn nnmm mmn nmnm mmm nnmm nmnm mmnn mmm nnnn mmm nnmm mmnn mnm mnnm nnm mmm mnmn nnm mmnm nnmm mmm nnn mmnn nmnm mmm nnnm mmmn nmn mnmm nnm mmnm nnmm mmm nnn mmnn mnmm nnm mmmn nmnm mmm nnnn mmm nmnm mmnn mm nmn mmm nnnn mmm nnnm mmn nmnm mmm nnm mmnn nmnm mmm nnnm mmmn nmn mnmm nnm mmnm nnmm mmm nnn mmnn nmnm mmm nnnm mmmn nmn mnmm nnm mmnm nnmm mmm nnn mmnn nmnm mmm nnnm mmmn nmn mnmm nnm mmnm nnmm mmm nnn mmnn nmnm mmm nnnm mmmn nmn mnmm nnm mmnm nnmm mmm nnn mmnn nmnm mmm nnnm mmmn nmn mnmm nnm mmnm nnmm mmm nnn mmnn nmnm mmm nnnm mmmn nmn mnmm nnm mmnm nnmm mmm nnn mmnn nmnm mmm nnnm mmmn nmn mnmm nnm mmnm nnmm mmm nnn mmnn nmnm mmm nnnm mmmn nmn mnmm nnm mmnm nnmm mmm nnn mmnn nmnm mmm nnnm mmmn nmn mnmm nnm mmnm nnmm mmm nnn mmnn nmnm mmm nnnm mmmn nmn mnmm nnm mmnm nnmm mmm nnn mmnn nmnm mmm nnnm mmmn nmn mnmm nnm mmnm nnmm mmm nnn mmnn nmnm mmm nnnm mmmn nmn mnmm nnm mmnm nnmm mmm nnn mmnn nmnm mmm nnnm mmmn nmn mnmm nnm mmnm nnmm mmm nnn mmnn nmnm mmm nnnm mmmn nmn mnmm nnm mmnm nnmm mmm nnn mmnn nmnm mmm nnnm mmmn nmn mnmm nnm mmnm nnmm mmm nnn mmnn nmnm mmm nnnm mmmn nmn mnmm nnm mmnm nnmm mmm nnn mmnn nmnm mmm nnnm mmmn nmn mnmm nnm mmnm nnmm mmm nnn mmnn nmnm mmm nnnm mmmn nmn mnmm nnm mmnm nnmm mmm nnn mmnn nmnm mmm nnnm mmmn nmn mnmm nnm mmnm nnmm mmm nnn mmnn nmnm mmm nnnm mmmn nmn mnmm nnm mmnm nnmm mmm nnn mmnn nmnm mmm nnnm mmmn nmn mnmm nnm mmnm nnmm mmm nnn mmnn nmnm mmm nnnm mmmn nmn mnmm nnm mmnm nnmm mmm nnn mmnn nmnm mmm nnnm Tuesday, Friday, Saturday OCT. 10, 11, 12 mm nnn mmm nnnn mm mmmn nnm mmmm nnnn mmn nmm mmnn nnmm mn mmnm nnnn mmm mnmn nm mmnm nnnn mmmn mm nmnm nnnn mmm nnmn mmnm nnnm mnnn mmm nnnn mmm mnmn nnnm mmmm nnn mmm nnnm mmn nnmm mm mmmn nnmm mmn nmnm mmm nnmm nmnm mmnn mmm nnnn mmm nnmm mmnn mnm mnnm nnm mmm mnmn nnm mmnm nnmm mmm nnn mmnn nmnm mmm nnnm mmmn nmn mnmm nnm mmnm nnmm mmm nnn mmnn mnmm nnm mmmn nmnm mmm nnnn mmm nmnm mmnn mm nmn mmm nnnn mmm nnnm mmn nmnm mmm nnm mmnn nmnm mmm nnnm mmmn nmn mnmm nnm mmnm nnmm mmm nnn mmnn nmnm mmm nnnm mmmn nmn mnmm nnm mmnm nnmm mmm nnn mmnn nmnm mmm nnnm mmmn nmn mnmm nnm mmnm nnmm mmm nnn mmnn nmnm mmm nnnm mmmn nmn mnmm nnm mmnm nnmm mmm nnn mmnn nmnm mmm nnnm mmmn nmn mnmm nnm mmnm nnmm mmm nnn mmnn nmnm mmm nnnm mmmn nmn mnmm nnm mmnm nnmm mmm nnn mmnn nmnm mmm nnnm mmmn nmn mnmm nnm mmnm nnmm mmm nnn mmnn nmnm mmm nnnm mmmn nmn mnmm nnm mmnm nnmm mmm nnn mmnn nmnm mmm nnnm mmmn nmn mnmm nnm mmnm nnmm mmm nnn mmnn nmnm mmm nnnm mmmn nmn mnmm nnm mmnm nnmm mmm nnn mmnn nmnm mmm nnnm mmmn nmn mnmm nnm mmnm nnmm mmm nnn mmnn nmnm mmm nnnm mmmn nmn mnmm nnm mmnm nnmm mmm nnn mmnn nmnm mmm nnnm mmmn nmn mnmm nnm mmnm nnmm mmm nnn mmnn nmnm mmm nnnm mmmn nmn mnmm nnm mmnm nnmm mmm nnn mmnn nmnm mmm nnnm mmmn nmn mnmm nnm mmnm nnmm mmm nnn mmnn nmnm mmm nnnm mmmn nmn mnmm nnm mmnm nnmm mmm nnn mmnn nmnm mmm nnnm mmmn nmn mnmm nnm mmnm nnmm mmm nnn mmnn nmnm mmm nnnm mmmn nmn mnmm nnm mmnm nnmm mmm nnn mmnn nmnm mmm nnnm mmmn nmn mnmm nnm mmnm nnmm mmm nnn mmnn nmnm mmm nnnm mmmn nmn mnmm nnm mmnm nnmm mmm nnn mmnn nmnm mmm nnnm mmmn nmn mnmm nnm mmnm nnmm mmm nnn mmnn nmnm mmm nnnm mmmn nmn mnmm nnm mmnm nnmm mmm nnn mmnn nmnm mmm nnnm MILLINERY GOODS mm nnn mmm nnnn mm mmmn nnm mmmm nnnn mmn nmm mmnn nnmm mn mmnm nnnn mmm mnmn nm mmnm nnnn mmmn mm nmnm nnnn mmm nnmn mmnm nnnm mnnn mmm nnnn mmm mnmn nnnm mmmm nnn mmm nnnm mmn nnmm mm mmmn nnmm mmn nmnm mmm nnmm nmnm mmnn mmm nnnn mmm nnmm mmnn mnm mnnm nnm mmm mnmn nnm mmnm nnmm mmm nnn mmnn nmnm mmm nnnm mmmn nmn mnmm nnm mmnm nnmm mmm nnn mmnn mnmm nnm mmmn nmnm mmm nnnn mmm nmnm mmnn mm nmn mmm nnnn mmm nnnm mmn nmnm mmm nnm mmnn nmnm mmm nnnm mmmn nmn mnmm nnm mmnm nnmm mmm nnn mmnn nmnm mmm nnnm mmmn nmn mnmm nnm mmnm nnmm mmm nnn mmnn nmnm mmm nnnm mmmn nmn mnmm nnm mmnm nnmm mmm nnn mmnn nmnm mmm nnnm mmmn nmn mnmm nnm mmnm nnmm mmm nnn mmnn nmnm mmm nnnm mmmn nmn mnmm nnm mmnm nnmm mmm nnn mmnn nmnm mmm nnnm mmmn nmn mnmm nnm mmnm nnmm mmm nnn mmnn nmnm mmm nnnm mmmn nmn mnmm nnm mmnm nnmm mmm nnn mmnn nmnm mmm nnnm mmmn nmn mnmm nnm mmnm nnmm mmm nnn mmnn nmnm mmm nnnm mmmn nmn mnmm nnm mmnm nnmm mmm nnn mmnn nmnm mmm nnnm mmmn nmn mnmm nnm mmnm nnmm mmm nnn mmnn nmnm mmm nnnm mmmn nmn mnmm nnm mmnm nnmm mmm nnn mmnn nmnm mmm nnnm mmmn nmn mnmm nnm mmnm nnmm mmm nnn mmnn nmnm mmm nnnm mmmn nmn mnmm nnm mmnm nnmm mmm nnn mmnn nmnm mmm nnnm mmmn nmn mnmm nnm mmnm nnmm mmm nnn mmnn nmnm mmm nnnm mmmn nmn mnmm nnm mmnm nnmm mmm nnn mmnn nmnm mmm nnnm mmmn nmn mnmm nnm mmnm nnmm mmm nnn mmnn nmnm mmm nnnm mmmn nmn mnmm nnm mmnm nnmm mmm nnn mmnn nmnm mmm nnnm mmmn nmn mnmm nnm mmnm nnmm mmm nnn mmnn nmnm mmm nnnm mmmn nmn mnmm nnm mmnm nnmm mmm nnn mmnn nmnm mmm nnnm mmmn nmn mnmm nnm mmnm nnmm mmm nnn mmnn nmnm mmm nnnm mmmn nmn mnmm nnm mmnm nnmm mmm nnn mmnn nmnm mmm nnnm mmmn nmn mnmm nnm mmnm nnmm mmm nnn mmnn nmnm mmm nnnm Miss Mary Swift PEOPLE'S BANK mm nnn mmm nnnn mm mmmn nnm mmmm nnnn mmn nmm mmnn nnmm mn mmnm nnnn mmm mnmn nm mmnm nnnn mmmn mm nmnm nnnn mmm nnmn mmnm nnnm mnnn mmm nnnn mmm mnmn nnnm mmmm nnn mmm nnnm mmn nnmm mm mmmn nnmm mmn nmnm mmm nnmm nmnm mmnn mmm nnnn mmm nnmm mmnn mnm mnnm nnm mmm mnmn nnm mmnm nnmm mmm nnn mmnn nmnm mmm nnnm mmmn nmn mnmm nnm mmnm nnmm mmm nnn mmnn mnmm nnm mmmn nmnm mmm nnnn mmm nmnm mmnn mm nmn mmm nnnn mmm nnnm mmn nmnm mmm nnm mmnn nmnm mmm nnnm mmmn nmn mnmm nnm mmnm nnmm mmm nnn mmnn nmnm mmm nnnm mmmn nmn mnmm nnm mmnm nnmm mmm nnn mmnn nmnm mmm nnnm mmmn nmn mnmm nnm mmnm nnmm mmm nnn mmnn nmnm mmm nnnm mmmn nmn mnmm nnm mmnm nnmm mmm nnn mmnn nmnm mmm nnnm mmmn nmn mnmm nnm mmnm nnmm mmm nnn mmnn nmnm mmm nnnm mmmn nmn mnmm nnm mmnm nnmm mmm nnn mmnn nmnm mmm nnnm mmmn nmn mnmm nnm mmnm nnmm mmm nnn mmnn nmnm mmm nnnm mmmn nmn mnmm nnm mmnm nnmm mmm nnn mmnn nmnm mmm nnnm mmmn nmn mnmm nnm mmnm nnmm mmm nnn mmnn nmnm mmm nnnm mmmn nmn mnmm nnm mmnm nnmm mmm nnn mmnn nmnm mmm nnnm mmmn nmn mnmm nnm mmnm nnmm mmm nnn mmnn nmnm mmm nnnm mmmn nmn mnmm nnm mmnm nnmm mmm nnn mmnn nmnm mmm nnnm mmmn nmn mnmm nnm mmnm nnmm mmm nnn mmnn nmnm mmm nnnm mmmn nmn mnmm nnm mmnm nnmm mmm nnn mmnn nmnm mmm nnnm mmmn nmn mnmm nnm mmnm nnmm mmm nnn mmnn nmnm mmm nnnm mmmn nmn mnmm nnm mmnm nnmm mmm nnn mmnn nmnm mmm nnnm mmmn nmn mnmm nnm mmnm nnmm mmm nnn mmnn nmnm mmm nnnm mmmn nmn mnmm nnm mmnm nnmm mmm nnn mmnn nmnm mmm nnnm mmmn nmn mnmm nnm mmnm nnmm mmm nnn mmnn nmnm mmm nnnm mmmn nmn mnmm nnm mmnm nnmm mmm nnn mmnn nmnm mmm nnnm mmmn nmn mnmm nnm mmnm nnmm mmm nnn mmnn nmnm mmm nnnm mmmn nmn mnmm nnm mmnm nnmm mmm nnn mmnn nmnm mmm nnnm Try Elight Oil mm nnn mmm nnnn mm mmmn nnm mmmm nnnn mmn nmm mmnn nnmm mn mmnm nnnn mmm mnmn nm mmnm nnnn mmmn mm nmnm nnnn mmm nnmn mmnm nnnm mnnn mmm nnnn mmm mnmn nnnm mmmm nnn mmm nnnm mmn nnmm mm mmmn nnmm mmn nmnm mmm nnmm nmnm mmnn mmm nnnn mmm nnmm mmnn mnm mnnm nnm mmm mnmn nnm mmnm nnmm mmm nnn mmnn nmnm mmm nnnm mmmn nmn mnmm nnm mmnm nnmm mmm nnn mmnn mnmm nnm mmmn nmnm mmm nnnn mmm nmnm mmnn mm nmn mmm nnnn mmm nnnm mmn nmnm mmm nnm mmnn nmnm mmm nnnm mmmn nmn mnmm nnm mmnm nnmm mmm nnn mmnn nmnm mmm nnnm mmmn nmn mnmm nnm mmnm nnmm mmm nnn mmnn nmnm mmm nnnm mmmn nmn mnmm nnm mmnm nnmm mmm nnn mmnn nmnm mmm nnnm mmmn nmn mnmm nnm mmnm nnmm mmm nnn mmnn nmnm mmm nnnm mmmn nmn mnmm nnm mmnm nnmm mmm nnn mmnn nmnm mmm nnnm mmmn nmn mnmm nnm mmnm nnmm mmm nnn mmnn nmnm mmm nnnm mmmn nmn mnmm nnm mmnm nnmm mmm nnn mmnn nmnm mmm nnnm mmmn nmn mnmm nnm mmnm nnmm mmm nnn mmnn nmnm mmm nnnm mmmn nmn mnmm nnm mmnm nnmm mmm nnn mmnn nmnm mmm nnnm mmmn nmn mnmm nnm mmnm nnmm mmm nnn mmnn nmnm mmm nnnm mmmn nmn mnmm nnm mmnm nnmm mmm nnn mmnn nmnm mmm nnnm mmmn nmn mnmm nnm mmnm nnmm mmm nnn mmnn nmnm mmm nnnm mmmn nmn mnmm nnm mmnm nnmm mmm nnn mmnn nmnm mmm nnnm mmmn nmn mnmm nnm mmnm nnmm mmm nnn mmnn nmnm mmm nnnm mmmn nmn mnmm nnm mmnm nnmm mmm nnn mmnn nmnm mmm nnnm mmmn nmn mnmm nnm mmnm nnmm mmm nnn mmnn nmnm mmm nnnm mmmn nmn mnmm nnm mmnm nnmm mmm nnn mmnn nmnm mmm nnnm mmmn nmn mnmm nnm mmnm nnmm mmm nnn mmnn nmnm mmm nnnm mmmn nmn mnmm nnm mmnm nnmm mmm nnn mmnn nmnm mmm nnnm mmmn nmn mnmm nnm mmnm nnmm mmm nnn mmnn nmnm mmm nnnm mmmn nmn mnmm nnm mmnm nnmm mmm nnn mmnn nmnm mmm nnnm mmmn nmn mnmm nnm mmnm nnmm mmm nnn mmnn nmnm mmm nnnm mm nnn mmm nnnn mm mmmn nnm mmmm nnnn mmn nmm mmnn nnmm mn mmnm nnnn mmm mnmn nm mmnm nnnn mmmn mm nmnm nnnn mmm nnmn mmnm nnnm mnnn mmm nnnn mmm mnmn nnnm mmmm nnn mmm nnnm mmn nnmm mm mmmn nnmm mmn nmnm mmm nnmm nmnm mmnn mmm nnnn mmm nnmm mmnn mnm mnnm nnm mmm mnmn nnm mmnm nnmm mmm nnn mmnn nmnm mmm nnnm mmmn nmn mnmm nnm mmnm nnmm mmm nnn mmnn mnmm nnm mmmn nmnm mmm nnnn mmm nmnm mmnn mm nmn mmm nnnn mmm nnnm mmn nmnm mmm nnm mmnn nmnm mmm nnnm mmmn nmn mnmm nnm mmnm nnmm mmm nnn mmnn nmnm mmm nnnm mmmn nmn mnmm nnm mmnm nnmm mmm nnn mmnn nmnm mmm nnnm mmmn nmn mnmm nnm mmnm nnmm mmm nnn mmnn nmnm mmm nnnm mmmn nmn mnmm nnm mmnm nnmm mmm nnn mmnn nmnm mmm nnnm mmmn nmn mnmm nnm mmnm nnmm mmm nnn mmnn nmnm mmm nnnm mmmn nmn mnmm nnm mmnm nnmm mmm nnn mmnn nmnm mmm nnnm mmmn nmn mnmm nnm mmnm nnmm mmm nnn mmnn nmnm mmm nnnm mmmn nmn mnmm nnm mmnm nnmm mmm nnn mmnn nmnm mmm nnnm mmmn nmn mnmm nnm mmnm nnmm mmm nnn mmnn nmnm mmm nnnm mmmn nmn mnmm nnm mmnm nnmm mmm nnn mmnn nmnm mmm nnnm mmmn nmn mnmm nnm mmnm nnmm mmm nnn mmnn nmnm mmm nnnm mmmn nmn mnmm nnm mmnm nnmm mmm nnn mmnn nmnm mmm nnnm mmmn nmn mnmm nnm mmnm nnmm mmm nnn mmnn nmnm mmm nnnm mmmn nmn mnmm nnm mmnm nnmm mmm nnn mmnn nmnm mmm nnnm mmmn nmn mnmm nnm mmnm nnmm mmm nnn mmnn nmnm mmm nnnm mmmn nmn mnmm nnm mmnm nnmm mmm nnn mmnn nmnm mmm nnnm mmmn nmn mnmm nnm mmnm nnmm mmm nnn mmnn nmnm mmm nnnm mmmn nmn mnmm nnm mmnm nnmm mmm nnn mmnn nmnm mmm nnnm mmmn nmn mnmm nnm mmnm nnmm mmm nnn mmnn nmnm mmm nnnm mmmn nmn mnmm nnm mmnm nnmm mmm nnn mmnn nmnm mmm nnnm mmmn nmn mnmm nnm mmnm nnmm mmm nnn mmnn nmnm mmm nnnm mmmn nmn mnmm nnm mmnm nnmm mmm nnn mmnn nmnm mmm nnnm THOSE FADED GARMENTS mm nnn mmm nnnn mm mmmn nnm mmmm nnnn mmn nmm mmnn nnmm mn mmnm nnnn mmm mnmn nm mmnm nnnn mmmn mm nmnm nnnn mmm nnmn mmnm nnnm mnnn mmm nnnn mmm mnmn nnnm mmmm nnn mmm nnnm mmn nnmm mm mmmn nnmm mmn nmnm mmm nnmm nmnm mmnn mmm nnnn mmm nnmm mmnn mnm mnnm nnm mmm mnmn nnm mmnm nnmm mmm nnn mmnn nmnm mmm nnnm mmmn nmn mnmm nnm mmnm nnmm mmm nnn mmnn mnmm nnm mmmn nmnm mmm nnnn mmm nmnm mmnn mm nmn mmm nnnn mmm nnnm mmn nmnm mmm nnm mmnn nmnm mmm nnnm mmmn nmn mnmm nnm mmnm nnmm mmm nnn mmnn nmnm mmm nnnm mmmn nmn mnmm nnm mmnm nnmm mmm nnn mmnn nmnm mmm nnnm mmmn nmn mnmm nnm mmnm nnmm mmm nnn mmnn nmnm mmm nnnm mmmn nmn mnmm nnm mmnm nnmm mmm nnn mmnn nmnm mmm nnnm mmmn nmn mnmm nnm mmnm nnmm mmm nnn mmnn nmnm mmm nnnm mmmn nmn mnmm nnm mmnm nnmm mmm nnn mmnn nmnm mmm nnnm mmmn nmn mnmm nnm mmnm nnmm mmm nnn mmnn nmnm mmm nnnm mmmn nmn mnmm nnm mmnm nnmm mmm nnn mmnn nmnm mmm nnnm mmmn nmn mnmm nnm mmnm nnmm mmm nnn mmnn nmnm mmm nnnm mmmn nmn mnmm nnm mmnm nnmm mmm nnn mmnn nmnm mmm nnnm mmmn nmn mnmm nnm mmnm nnmm mmm nnn mmnn nmnm mmm nnnm mmmn nmn mnmm nnm mmnm nnmm mmm nnn mmnn nmnm mmm nnnm mmmn nmn mnmm nnm mmnm nnmm mmm nnn mmnn nmnm mmm nnnm mmmn nmn mnmm nnm mmnm nnmm mmm nnn mmnn nmnm mmm nnnm mmmn nmn mnmm nnm mmnm nnmm mmm nnn mmnn nmnm mmm nnnm mmmn nmn mnmm nnm mmnm nnmm mmm nnn mmnn nmnm mmm nnnm mmmn nmn mnmm nnm mmnm nnmm mmm nnn mmnn nmnm mmm nnnm mmmn nmn mnmm nnm mmnm nnmm mmm nnn mmnn nmnm mmm nnnm mmmn nmn mnmm nnm mmnm nnmm mmm nnn mmnn nmnm mmm nnnm mmmn nmn mnmm nnm mmnm nnmm mmm nnn mmnn nmnm mmm nnnm mmmn nmn mnmm nnm mmnm nnmm mmm nnn mmnn nmnm mmm nnnm mmmn nmn mnmm nnm mmnm nnmm mmm nnn mmnn nmnm mmm nnnm W. H. Lehr, GROCERIES mm nnn mmm nnnn mm mmmn nnm mmmm nnnn mmn nmm mmnn nnmm mn mmnm nnnn mmm mnmn nm mmnm nnnn mmmn mm nmnm nnnn mmm nnmn mmnm nnnm mnnn mmm nnnn mmm mnmn nnnm mmmm nnn mmm nnnm mmn nnmm mm mmmn nnmm mmn nmnm mmm nnmm nmnm mmnn mmm nnnn mmm nnmm mmnn mnm mnnm nnm mmm mnmn nnm mmnm nnmm mmm nnn mmnn nmnm mmm nnnm mmmn nmn mnmm nnm mmnm nnmm mmm nnn mmnn mnmm nnm mmmn nmnm mmm nnnn mmm nmnm mmnn mm nmn mmm nnnn mmm nnnm mmn nmnm mmm nnm mmnn nmnm mmm nnnm mmmn nmn mnmm nnm mmnm nnmm mmm nnn mmnn nmnm mmm nnnm mmmn nmn mnmm nnm mmnm nnmm mmm nnn mmnn nmnm mmm nnnm mmmn nmn mnmm nnm mmnm nnmm mmm nnn mmnn nmnm mmm nnnm mmmn nmn mnmm nnm mmnm nnmm mmm nnn mmnn nmnm mmm nnnm mmmn nmn mnmm nnm mmnm nnmm mmm nnn mmnn nmnm mmm nnnm mmmn nmn mnmm nnm mmnm nnmm mmm nnn mmnn nmnm mmm nnnm mmmn nmn mnmm nnm mmnm nnmm mmm nnn mmnn nmnm mmm nnnm mmmn nmn mnmm nnm mmnm nnmm mmm nnn mmnn nmnm mmm nnnm mmmn nmn mnmm nnm mmnm nnmm mmm nnn mmnn nmnm mmm nnnm mmmn nmn mnmm nnm mmnm nnmm mmm nnn mmnn nmnm mmm nnnm mmmn nmn mnmm nnm mmnm nnmm mmm nnn mmnn nmnm mmm nnnm mmmn nmn mnmm nnm mmnm nnmm mmm nnn mmnn nmnm mmm nnnm mmmn nmn mnmm nnm mmnm nnmm mmm nnn mmnn nmnm mmm nnnm mmmn nmn mnmm nnm mmnm nnmm mmm nnn mmnn nmnm mmm nnnm mmmn nmn mnmm nnm mmnm nnmm mmm nnn mmnn nmnm mmm nnnm mmmn nmn mnmm nnm mmnm nnmm mmm nnn mmnn nmnm mmm nnnm mmmn nmn mnmm nnm mmnm nnmm mmm nnn mmnn nmnm mmm nnnm mmmn nmn mnmm nnm mmnm nnmm mmm nnn mmnn nmnm mmm nnnm mmmn nmn mnmm nnm mmnm nnmm mmm nnn mmnn nmnm mmm nnnm mmmn nmn mnmm nnm mmnm nnmm mmm nnn mmnn nmnm mmm nnnm mmmn nmn mnmm nnm mmnm nnmm mmm nnn mmnn nmnm mmm nnnm mmmn nmn mnmm nnm mmnm nnmm mmm nnn mmnn nmnm mmm nnnm PFERS LAGER BEER mm nnn mmm nnnn mm mmmn nnm mmmm nnnn mmn nmm mmnn nnmm mn mmnm nnnn mmm mnmn nm mmnm nnnn mmmn mm nmnm nnnn mmm nnmn mmnm nnnm mnnn mmm nnnn mmm mnmn nnnm mmmm nnn mmm nnnm mmn nnmm mm mmmn nnmm mmn nmnm mmm nnmm nmnm mmnn mmm nnnn mmm nnmm mmnn mnm mnnm nnm mmm mnmn nnm mmnm nnmm mmm nnn mmnn nmnm mmm nnnm mmmn nmn mnmm nnm mmnm nnmm mmm nnn mmnn mnmm nnm mmmn nmnm mmm nnnn mmm nmnm mmnn mm nmn mmm nnnn mmm nnnm mmn nmnm mmm nnm mmnn nmnm mmm nnnm mmmn nmn mnmm nnm mmnm nnmm mmm nnn mmnn nmnm mmm nnnm mmmn nmn mnmm nnm mmnm nnmm mmm nnn mmnn nmnm mmm nnnm mmmn nmn mnmm nnm mmnm nnmm mmm nnn mmnn nmnm mmm nnnm mmmn nmn mnmm nnm mmnm nnmm mmm nnn mmnn nmnm mmm nnnm mmmn nmn mnmm nnm mmnm nnmm mmm nnn mmnn nmnm mmm nnnm mmmn nmn mnmm nnm mmnm nnmm mmm nnn mmnn nmnm mmm nnnm mmmn nmn mnmm nnm mmnm nnmm mmm nnn mmnn nmnm mmm nnnm mmmn nmn mnmm nnm mmnm nnmm mmm nnn mmnn nmnm mmm nnnm mmmn nmn mnmm nnm mmnm nnmm mmm nnn mmnn nmnm mmm nnnm mmmn nmn mnmm nnm mmnm nnmm mmm nnn mmnn nmnm mmm nnnm mmmn nmn mnmm nnm mmnm nnmm mmm nnn mmnn nmnm mmm nnnm mmmn nmn mnmm nnm mmnm nnmm mmm nnn mmnn nmnm mmm nnnm mmmn nmn mnmm nnm mmnm nnmm mmm nnn mmnn nmnm mmm nnnm mmmn nmn mnmm nnm mmnm nnmm mmm nnn mmnn nmnm mmm nnnm mmmn nmn mnmm nnm mmnm nnmm mmm nnn mmnn nmnm mmm nnnm mmmn nmn mnmm nnm mmnm nnmm mmm nnn mmnn nmnm mmm nnnm mmmn nmn mnmm nnm mmnm nnmm mmm nnn mmnn nmnm mmm nnnm mmmn nmn mnmm nnm mmnm nnmm mmm nnn mmnn nmnm mmm nnnm mmmn nmn mnmm nnm mmnm nnmm mmm nnn mmnn nmnm mmm nnnm mmmn nmn mnmm nnm mmnm nnmm mmm nnn mmnn nmnm mmm nnnm mmmn nmn mnmm nnm mmnm nnmm mmm nnn mmnn nmnm mmm nnnm mmmn nmn mnmm nnm mmnm nnmm mmm nnn mmnn nmnm mmm nnnm TWIN DIAMOND BANK mm nnn mmm nnnn mm mmmn nnm mmmm nnnn mmn nmm mmnn nnmm mn mmnm nnnn mmm mnmn nm mmnm nnnn mmmn mm nmnm nnnn mmm nnmn mmnm nnnm mnnn mmm nnnn mmm mnmn nnnm mmmm nnn mmm nnnm mmn nnmm mm mmmn nnmm mmn nmnm mmm nnmm nmnm mmnn mmm nnnn mmm nnmm mmnn mnm mnnm nnm mmm mnmn nnm mmnm nnmm mmm nnn mmnn nmnm mmm nnnm mmmn nmn mnmm nnm mmnm nnmm mmm nnn mmnn mnmm nnm mmmn nmnm mmm nnnn mmm nmnm mmnn mm nmn mmm nnnn mmm nnnm mmn nmnm mmm nnm mmnn nmnm mmm nnnm mmmn nmn mnmm nnm mmnm nnmm mmm nnn mmnn nmnm mmm nnnm mmmn nmn mnmm nnm mmnm nnmm mmm nnn mmnn nmnm mmm nnnm mmmn nmn mnmm nnm mmnm nnmm mmm nnn mmnn nmnm mmm nnnm mmmn nmn mnmm nnm mmnm nnmm mmm nnn mmnn nmnm mmm nnnm mmmn nmn mnmm nnm mmnm nnmm mmm nnn mmnn nmnm mmm nnnm mmmn nmn mnmm nnm mmnm nnmm mmm nnn mmnn nmnm mmm nnnm mmmn nmn mnmm nnm mmnm nnmm mmm nnn mmnn nmnm mmm nnnm mmmn nmn mnmm nnm mmnm nnmm mmm nnn mmnn nmnm mmm nnnm mmmn nmn mnmm nnm mmnm nnmm mmm nnn mmnn nmnm mmm nnnm mmmn nmn mnmm nnm mmnm nnmm mmm nnn mmnn nmnm mmm nnnm mmmn nmn mnmm nnm mmnm nnmm mmm nnn mmnn nmnm mmm nnnm mmmn nmn mnmm nnm mmnm nnmm mmm nnn mmnn nmnm mmm nnnm mmmn nmn mnmm nnm mmnm nnmm mmm nnn mmnn nmnm mmm nnnm mmmn nmn mnmm nnm mmnm nnmm mmm nnn mmnn nmnm mmm nnnm mmmn nmn mnmm nnm mmnm nnmm mmm nnn mmnn nmnm mmm nnnm mmmn nmn mnmm nnm mmnm nnmm mmm nnn mmnn nmnm mmm nnnm mmmn nmn mnmm nnm mmnm nnmm mmm nnn mmnn nmnm mmm nnnm mmmn nmn mnmm nnm mmnm nnmm mmm nnn mmnn nmnm mmm nnnm mmmn nmn mnmm nnm mmnm nnmm mmm nnn mmnn nmnm mmm nnnm mmmn nmn mnmm nnm mmnm nnmm mmm nnn mmnn nmnm mmm nnnm mmmn nmn mnmm nnm mmnm nnmm mmm nnn mmnn nmnm mmm nnnm mmmn nmn mnmm nnm mmnm nnmm mmm nnn mmnn nmnm mmm nnnm Fresh Fish. Mackerel, 10c lb. mm nnn mmm nnnn mm mmmn nnm mmmm nnnn mmn nmm mmnn nnmm mn mmnm nnnn mmm mnmn nm mmnm nnnn mmmn mm nmnm nnnn mmm nnmn mmnm nnnm mnnn mmm nnnn mmm mnmn nnnm mmmm nnn mmm nnnm mmn nnmm mm mmmn nnmm mmn nmnm mmm nnmm nmnm mmnn mmm nnnn mmm nnmm mmnn mnm mnnm nnm mmm mnmn nnm mmnm nnmm mmm nnn mmnn nmnm mmm nnnm mmmn nmn mnmm nnm mmnm nnmm mmm nnn mmnn mnmm nnm mmmn nmnm mmm nnnn mmm nmnm mmnn mm nmn mmm nnnn mmm nnnm mmn nmnm mmm nnm mmnn nmnm mmm nnnm mmmn nmn mnmm nnm mmnm nnmm mmm nnn mmnn nmnm mmm nnnm mmmn nmn mnmm nnm mmnm nnmm mmm nnn mmnn nmnm mmm nnnm mmmn nmn mnmm nnm mmnm nnmm mmm nnn mmnn nmnm mmm nnnm mmmn nmn mnmm nnm mmnm nnmm mmm nnn mmnn nmnm mmm nnnm mmmn nmn mnmm nnm mmnm nnmm mmm nnn mmnn nmnm mmm nnnm mmmn nmn mnmm nnm mmnm nnmm mmm nnn mmnn nmnm mmm nnnm mmmn nmn mnmm nnm mmnm nnmm mmm nnn mmnn nmnm mmm nnnm mmmn nmn mnmm nnm mmnm nnmm mmm nnn mmnn nmnm mmm nnnm mmmn nmn mnmm nnm mmnm nnmm mmm nnn mmnn nmnm mmm nnnm mmmn nmn mnmm nnm mmnm nnmm mmm nnn mmnn nmnm mmm nnnm mmmn nmn mnmm nnm mmnm nnmm mmm nnn mmnn nmnm mmm nnnm mmmn nmn mnmm nnm mmnm nnmm mmm nnn mmnn nmnm mmm nnnm mmmn nmn mnmm nnm mmnm nnmm mmm nnn mmnn nmnm mmm nnnm mmmn nmn mnmm nnm mmnm nnmm mmm nnn mmnn nmnm mmm nnnm mmmn nmn mnmm nnm mmnm nnmm mmm nnn mmnn nmnm mmm nnnm mmmn nmn mnmm nnm mmnm nnmm mmm nnn mmnn nmnm mmm nnnm mmmn nmn mnmm nnm mmnm nnmm mmm nnn mmnn nmnm mmm nnnm mmmn nmn mnmm nnm mmnm nnmm mmm nnn mmnn nmnm mmm nnnm mmmn nmn mnmm nnm mmnm nnmm mmm nnn mmnn nmnm mmm nnnm mmmn nmn mnmm nnm mmnm nnmm mmm nnn mmnn nmnm mmm nnnm mmmn nmn mnmm nnm mmnm nnmm mmm nnn mmnn nmnm mmm nnnm mmmn nmn mnmm nnm mmnm nnmm mmm nnn mmnn nmnm mmm nnnm mm nnn mmm nnnn mm mmmn nnm mmmm nnnn mmn nmm mmnn nnmm mn mmnm nnnn mmm mnmn nm mmnm nnnn mmmn mm nmnm nnnn mmm nnmn mmnm nnnm mnnn mmm nnnn mmm mnmn nnnm mmmm nnn mmm nnnm mmn nnmm mm mmmn nnmm mmn nmnm mmm nnmm nmnm mmnn mmm nnnn mmm nnmm mmnn mnm mnnm nnm mmm mnmn nnm mmnm nnmm mmm nnn mmnn nmnm mmm nnnm mmmn nmn mnmm nnm mmnm nnmm mmm nnn mmnn mnmm nnm mmmn nmnm mmm nnnn mmm nmnm mmnn mm nmn mmm nnnn mmm nnnm mmn nmnm mmm nnm mmnn nmnm mmm nnnm mmmn nmn mnmm nnm mmnm nnmm mmm nnn mmnn nmnm mmm nnnm mmmn nmn mnmm nnm mmnm nnmm mmm nnn mmnn nmnm mmm nnnm mmmn nmn mnmm nnm mmnm nnmm mmm nnn mmnn nmnm mmm nnnm mmmn nmn mnmm nnm mmnm nnmm mmm nnn mmnn nmnm mmm nnnm mmmn nmn mnmm nnm mmnm nnmm mmm nnn mmnn nmnm mmm nnnm mmmn nmn mnmm nnm mmnm nnmm mmm nnn mmnn nmnm mmm nnnm mmmn nmn mnmm nnm mmnm nnmm mmm nnn mmnn nmnm mmm nnnm mmmn nmn mnmm nnm mmnm nnmm mmm nnn mmnn nmnm mmm nnnm mmmn nmn mnmm nnm mmnm nnmm mmm nnn mmnn nmnm mmm nnnm mmmn nmn mnmm nnm mmnm nnmm mmm nnn mmnn nmnm mmm nnnm mmmn nmn mnmm nnm mmnm nnmm mmm nnn mmnn nmnm mmm nnnm mmmn nmn mnmm nnm mmnm nnmm mmm nnn mmnn nmnm mmm nnnm mmmn nmn mnmm nnm mmnm nnmm mmm nnn mmnn nmnm mmm nnnm mmmn nmn mnmm nnm mmnm nnmm mmm nnn mmnn nmnm mmm nnnm mmmn nmn mnmm nnm mmnm nnmm mmm nnn mmnn nmnm mmm nnnm mmmn nmn mnmm nnm mmnm nnmm mmm nnn mmnn nmnm mmm nnnm mmmn nmn mnmm nnm mmnm nnmm mmm nnn mmnn nmnm mmm nnnm mmmn nmn mnmm nnm mmnm nnmm mmm nnn mmnn nmnm mmm nnnm mmmn nmn mnmm nnm mmnm nnmm mmm nnn mmnn nmnm mmm nnnm mmmn nmn mnmm nnm mmnm nnmm mmm nnn mmnn nmnm mmm nnnm mmmn nmn mnmm nnm mmnm nnmm mmm nnn mmnn nmnm mmm nnnm mmmn nmn mnmm nnm mmnm nnmm mmm nnn mmnn nmnm mmm nnnm LEHN & HARDENBURGH Phone No. 60 GIVE US A CHANCE mm nnn mmm nnnn mm mmmn nnm mmmm nnnn mmn nmm mmnn nnmm mn mmnm nnnn mmm mnmn nm mmnm nnnn mmmn mm nmnm nnnn mmm nnmn mmnm nnnm mnnn mmm nnnn mmm mnmn nnnm mmmm nnn mmm nnnm mmn nnmm mm mmmn nnmm mmn nmnm mmm nnmm nmnm mmnn mmm nnnn mmm nnmm mmnn mnm mnnm nnm mmm mnmn nnm mmnm nnmm mmm nnn mmnn nmnm mmm nnnm mmmn nmn mnmm nnm mmnm nnmm mmm nnn mmnn mnmm nnm mmmn nmnm mmm nnnn mmm nmnm mmnn mm nmn mmm nnnn mmm nnnm mmn nmnm mmm nnm mmnn nmnm mmm nnnm mmmn nmn mnmm nnm mmnm nnmm mmm nnn mmnn nmnm mmm nnnm mmmn nmn mnmm nnm mmnm nnmm mmm nnn mmnn nmnm mmm nnnm mmmn nmn mnmm nnm mmnm nnmm mmm nnn mmnn nmnm mmm nnnm mmmn nmn mnmm nnm mmnm nnmm mmm nnn mmnn nmnm mmm nnnm mmmn nmn mnmm nnm mmnm nnmm mmm nnn mmnn nmnm mmm nnnm mmmn nmn mnmm nnm mmnm nnmm mmm nnn mmnn nmnm mmm nnnm mmmn nmn mnmm nnm mmnm nnmm mmm nnn mmnn nmnm mmm nnnm mmmn nmn mnmm nnm mmnm nnmm mmm nnn mmnn nmnm mmm nnnm mmmn nmn mnmm nnm mmnm nnmm mmm nnn mmnn nmnm mmm nnnm mmmn nmn mnmm nnm mmnm nnmm mmm nnn mmnn nmnm mmm nnnm mmmn nmn mnmm nnm mmnm nnmm mmm nnn mmnn nmnm mmm nnnm mmmn nmn mnmm nnm mmnm nnmm mmm nnn mmnn nmnm mmm nnnm mmmn nmn mnmm nnm mmnm nnmm mmm nnn mmnn nmnm mmm nnnm mmmn nmn mnmm nnm mmnm nnmm mmm nnn mmnn nmnm mmm nnnm mmmn nmn mnmm nnm mmnm nnmm mmm nnn mmnn nmnm mmm nnnm mmmn nmn mnmm nnm mmnm nnmm mmm nnn mmnn nmnm mmm nnnm mmmn nmn mnmm nnm mmnm nnmm mmm nnn mmnn nmnm mmm nnnm mmmn nmn mnmm nnm mmnm nnmm mmm nnn mmnn nmnm mmm nnnm mmmn nmn mnmm nnm mmnm nnmm mmm nnn mmnn nmnm mmm nnnm mmmn nmn mnmm nnm mmnm nnmm mmm nnn mmnn nmnm mmm nnnm mmmn nmn mnmm nnm mmnm nnmm mmm nnn mmnn nmnm mmm nnnm mmmn nmn mnmm nnm mmnm nnmm mmm nnn mmnn nmnm mmm nnnm Sell You Furniture mm nnn mmm nnnn mm mmmn nnm mmmm nnnn mmn nmm mmnn nnmm mn mmnm nnnn mmm mnmn nm mmnm nnnn mmmn mm nmnm nnnn mmm nnmn mmnm nnnm mnnn mmm nnnn mmm mnmn nnnm mmmm nnn mmm nnnm mmn nnmm mm mmmn nnmm mmn nmnm mmm nnmm nmnm mmnn mmm nnnn mmm nnmm mmnn mnm mnnm nnm mmm mnmn nnm mmnm nnmm mmm nnn mmnn nmnm mmm nnnm mmmn nmn mnmm nnm mmnm nnmm mmm nnn mmnn mnmm nnm mmmn nmnm mmm nnnn mmm nmnm mmnn mm nmn mmm nnnn mmm nnnm mmn nmnm mmm nnm mmnn nmnm mmm nnnm mmmn nmn mnmm nnm mmnm nnmm mmm nnn mmnn nmnm mmm nnnm mmmn nmn mnmm nnm mmnm nnmm mmm nnn mmnn nmnm mmm nnnm mmmn nmn mnmm nnm mmnm nnmm mmm nnn mmnn nmnm mmm nnnm mmmn nmn mnmm nnm mmnm nnmm mmm nnn mmnn nmnm mmm nnnm mmmn nmn mnmm nnm mmnm nnmm mmm nnn mmnn nmnm mmm nnnm mmmn nmn mnmm nnm mmnm nnmm mmm nnn mmnn nmnm mmm nnnm mmmn nmn mnmm nnm mmnm nnmm mmm nnn mmnn nmnm mmm nnnm mmmn nmn mnmm nnm mmnm nnmm mmm nnn mmnn nmnm mmm nnnm mmmn nmn mnmm nnm mmnm nnmm mmm nnn mmnn nmnm mmm nnnm mmmn nmn mnmm nnm mmnm nnmm mmm nnn mmnn nmnm mmm nnnm mmmn nmn mnmm nnm mmnm nnmm mmm nnn mmnn nmnm mmm nnnm mmmn nmn mnmm nnm mmnm nnmm mmm nnn mmnn nmnm mmm nnnm mmmn nmn mnmm nnm mmnm nnmm mmm nnn mmnn nmnm mmm nnnm mmmn nmn mnmm nnm mmnm nnmm mmm nnn mmnn nmnm mmm nnnm mmmn nmn mnmm nnm mmnm nnmm mmm nnn mmnn nmnm mmm nnnm mmmn nmn mnmm nnm mmnm nnmm mmm nnn mmnn nmnm mmm nnnm mmmn nmn mnmm nnm mmnm nnmm mmm nnn mmnn nmnm mmm nnnm mmmn nmn mnmm nnm mmnm nnmm mmm nnn mmnn nmnm mmm nnnm mmmn nmn mnmm nnm mmnm nnmm mmm nnn mmnn nmnm mmm nnnm mmmn nmn mnmm nnm mmnm nnmm mmm nnn mmnn nmnm mmm nnnm mmmn nmn mnmm nnm mmnm nnmm mmm nnn mmnn nmnm mmm nnnm mmmn nmn mnmm nnm mmnm nnmm mmm nnn mmnn nmnm mmm nnnm Good Goods CHEAP. mm nnn mmm nnnn mm mmmn nnm mmmm nnnn mmn nmm mmnn nnmm mn mmnm nnnn mmm mnmn nm mmnm nnnn mmmn mm nmnm nnnn mmm nnmn mmnm nnnm mnnn mmm nnnn mmm mnmn nnnm mmmm nnn mmm nnnm mmn nnmm mm mmmn nnmm mmn nmnm mmm nnmm nmnm mmnn mmm nnnn mmm nnmm mmnn mnm mnnm nnm mmm mnmn nnm mmnm nnmm mmm nnn mmnn nmnm mmm nnnm mmmn nmn mnmm nnm mmnm nnmm mmm nnn mmnn mnmm nnm mmmn nmnm mmm nnnn mmm nmnm mmnn mm nmn mmm nnnn mmm nnnm mmn nmnm mmm nnm mmnn nmnm mmm nnnm mmmn nmn mnmm nnm mmnm nnmm mmm nnn mmnn nmnm mmm nnnm mmmn nmn mnmm nnm mmnm nnmm mmm nnn mmnn nmnm mmm nnnm mmmn nmn mnmm nnm mmnm nnmm mmm nnn mmnn nmnm mmm nnnm mmmn nmn mnmm nnm mmnm nnmm mmm nnn mmnn nmnm mmm nnnm mmmn nmn mnmm nnm mmnm nnmm mmm nnn mmnn nmnm mmm nnnm mmmn nmn mnmm nnm mmnm nnmm mmm nnn mmnn nmnm mmm nnnm mmmn nmn mnmm nnm mmnm nnmm mmm nnn mmnn nmnm mmm nnnm mmmn nmn mnmm nnm mmnm nnmm mmm nnn mmnn nmnm mmm nnnm mmmn nmn mnmm nnm mmnm nnmm mmm nnn mmnn nmnm mmm nnnm mmmn nmn mnmm nnm mmnm nnmm mmm nnn mmnn nmnm mmm nnnm mmmn nmn mnmm nnm mmnm nnmm mmm nnn mmnn nmnm mmm nnnm mmmn nmn mnmm nnm mmnm nnmm mmm nnn mmnn nmnm mmm nnnm mmmn nmn mnmm nnm mmnm nnmm mmm nnn mmnn nmnm mmm nnnm mmmn nmn mnmm nnm mmnm nnmm mmm nnn mmnn nmnm mmm nnnm mmmn nmn mnmm nnm mmnm nnmm mmm nnn mmnn nmnm mmm nnnm mmmn nmn mnmm nnm mmnm nnmm mmm nnn mmnn nmnm mmm nnnm mmmn nmn mnmm nnm mmnm nnmm mmm nnn mmnn nmnm mmm nnnm mmmn nmn mnmm nnm mmnm nnmm mmm nnn mmnn nmnm mmm nnnm mmmn nmn mnmm nnm mmnm nnmm mmm nnn mmnn nmnm mmm nnnm mmmn nmn mnmm nnm mmnm nnmm mmm nnn mmnn nmnm mmm nnnm mmmn nmn mnmm nnm mmnm nnmm mmm nnn mmnn nmnm mmm nnnm mmmn nmn mnmm nnm mmnm nnmm mmm nnn mmnn nmnm mmm nnnm JENTER & RAUSCHENBERGER. TEN PONIES on the Scales, How Much do They Weigh? GUESS! mm nnn mmm nnnn mm mmmn nnm mmmm nnnn mmn nmm mmnn nnmm mn mmnm nnnn mmm mnmn nm mmnm nnnn mmmn mm nmnm nnnn mmm nnmn mmnm nnnm mnnn mmm nnnn mmm mnmn nnnm mmmm nnn mmm nnnm mmn nnmm mm mmmn nnmm mmn nmnm mmm nnmm nmnm mmnn mmm nnnn mmm nnmm mmnn mnm mnnm nnm mmm mnmn nnm mmnm nnmm mmm nnn mmnn nmnm mmm nnnm mmmn nmn mnmm nnm mmnm nnmm mmm nnn mmnn mnmm nnm mmmn nmnm mmm nnnn mmm nmnm mmnn mm nmn mmm nnnn mmm nnnm mmn nmnm mmm nnm mmnn nmnm mmm nnnm mmmn nmn mnmm nnm mmnm nnmm mmm nnn mmnn nmnm mmm nnnm mmmn nmn mnmm nnm mmnm nnmm mmm nnn mmnn nmnm mmm nnnm mmmn nmn mnmm nnm mmnm nnmm mmm nnn mmnn nmnm mmm nnnm mmmn nmn mnmm nnm mmnm nnmm mmm nnn mmnn nmnm mmm nnnm mmmn nmn mnmm nnm mmnm nnmm mmm nnn mmnn nmnm mmm nnnm mmmn nmn mnmm nnm mmnm nnmm mmm nnn mmnn nmnm mmm nnnm mmmn nmn mnmm nnm mmnm nnmm mmm nnn mmnn nmnm mmm nnnm mmmn nmn mnmm nnm mmnm nnmm mmm nnn mmnn nmnm mmm nnnm mmmn nmn mnmm nnm mmnm nnmm mmm nnn mmnn nmnm mmm nnnm mmmn nmn mnmm nnm mmnm nnmm mmm nnn mmnn nmnm mmm nnnm mmmn nmn mnmm nnm mmnm nnmm mmm nnn mmnn nmnm mmm nnnm mmmn nmn mnmm nnm mmnm nnmm mmm nnn mmnn nmnm mmm nnnm mmmn nmn mnmm nnm mmnm nnmm mmm nnn mmnn nmnm mmm nnnm mmmn nmn mnmm nnm mmnm nnmm mmm nnn mmnn nmnm mmm nnnm mmmn nmn mnmm nnm mmnm nnmm mmm nnn mmnn nmnm mmm nnnm mmmn nmn mnmm nnm mmnm nnmm mmm nnn mmnn nmnm mmm nnnm mmmn nmn mnmm nnm mmnm nnmm mmm nnn mmnn nmnm mmm nnnm mmmn nmn mnmm nnm mmnm nnmm mmm nnn mmnn nmnm mmm nnnm mmmn nmn mnmm nnm mmnm nnmm mmm nnn mmnn nmnm mmm nnnm mmmn nmn mnmm nnm mmnm nnmm mmm nnn mmnn nmnm mmm nnnm mmmn nmn mnmm nnm mmnm nnmm mmm nnn mmnn nmnm mmm nnnm mmmn nmn mnmm nnm mmnm nnmm mmm nnn mmnn nmnm mmm nnnm Win a Pony mm nnn mmm nnnn mm mmmn nnm mmmm nnnn mmn nmm mmnn nnmm mn mmnm nnnn mmm mnmn nm mmnm nnnn mmmn mm nmnm nnnn mmm nnmn mmnm nnnm mnnn mmm nnnn mmm mnmn nnnm mmmm nnn mmm nnnm mmn nnmm mm mmmn nnmm mmn nmnm mmm nnmm nmnm mmnn mmm nnnn mmm nnmm mmnn mnm mnnm nnm mmm mnmn nnm mmnm nnmm mmm nnn mmnn nmnm mmm nnnm mmmn nmn mnmm nnm mmnm nnmm mmm nnn mmnn mnmm nnm mmmn nmnm mmm nnnn mmm nmnm mmnn mm nmn mmm nnnn mmm nnnm mmn nmnm mmm nnm mmnn nmnm mmm nnnm mmmn nmn mnmm nnm mmnm nnmm mmm nnn mmnn nmnm mmm nnnm mmmn nmn mnmm nnm mmnm nnmm mmm nnn mmnn nmnm mmm nnnm mmmn nmn mnmm nnm mmnm nnmm mmm nnn mmnn nmnm mmm nnnm mmmn nmn mnmm nnm mmnm nnmm mmm nnn mmnn nmnm mmm nnnm mmmn nmn mnmm nnm mmnm nnmm mmm nnn mmnn nmnm mmm nnnm mmmn nmn mnmm nnm mmnm nnmm mmm nnn mmnn nmnm mmm nnnm mmmn nmn mnmm nnm mmnm nnmm mmm nnn mmnn nmnm mmm nnnm mmmn nmn mnmm nnm mmnm nnmm mmm nnn mmnn nmnm mmm nnnm mmmn nmn mnmm nnm mmnm nnmm mmm nnn mmnn nmnm mmm nnnm mmmn nmn mnmm nnm mmnm nnmm mmm nnn mmnn nmnm mmm nnnm mmmn nmn mnmm nnm mmnm nnmm mmm nnn mmnn nmnm mmm nnnm mmmn nmn mnmm nnm mmnm nnmm mmm nnn mmnn nmnm mmm nnnm mmmn nmn mnmm nnm mmnm nnmm mmm nnn mmnn nmnm mmm nnnm mmmn nmn mnmm nnm mmnm nnmm mmm nnn mmnn nmnm mmm nnnm mmmn nmn mnmm nnm mmnm nnmm mmm nnn mmnn nmnm mmm nnnm mmmn nmn mnmm nnm mmnm nnmm mmm nnn mmnn nmnm mmm nnnm mmmn nmn mnmm nnm mmnm nnmm mmm nnn mmnn nmnm mmm nnnm mmmn nmn mnmm nnm mmnm nnmm mmm nnn mmnn nmnm mmm nnnm mmmn nmn mnmm nnm mmnm nnmm mmm nnn mmnn nmnm mmm nnnm mmmn nmn mnmm nnm mmnm nnmm mmm nnn mmnn nmnm mmm nnnm mmmn nmn mnmm nnm mmnm nnmm mmm nnn mmnn nmnm mmm nnnm mmmn nmn mnmm nnm mmnm nnmm mmm nnn mmnn nmnm mmm nnnm YOCUM, MARX & CO. A. B. Van DeMark & Co. mm nnn mmm nnnn mm mmmn nnm mmmm nnnn mmn nmm mmnn nnmm mn mmnm nnnn mmm mnmn nm mmnm nnnn mmmn mm nmnm nnnn mmm nnmn mmnm nnnm mnnn mmm nnnn mmm mnmn nnnm mmmm nnn mmm nnnm mmn nnmm mm mmmn nnmm mmn nmnm mmm nnmm nmnm mmnn mmm nnnn mmm nnmm mmnn mnm mnnm nnm mmm mnmn nnm mmnm nnmm mmm nnn mmnn nmnm mmm nnnm mmmn nmn mnmm nnm mmnm nnmm mmm nnn mmnn mnmm nnm mmmn nmnm mmm nnnn mmm nmnm mmnn mm nmn mmm nnnn mmm nnnm mmn nmnm mmm nnm mmnn nmnm mmm nnnm mmmn nmn mnmm nnm mmnm nnmm mmm nnn mmnn nmnm mmm nnnm mmmn nmn mnmm nnm mmnm nnmm mmm nnn mmnn nmnm mmm nnnm mmmn nmn mnmm nnm mmnm nnmm mmm nnn mmnn nmnm mmm nnnm mmmn nmn mnmm nnm mmnm nnmm mmm nnn mmnn nmnm mmm nnnm mmmn nmn mnmm nnm mmnm nnmm mmm nnn mmnn nmnm mmm nnnm mmmn nmn mnmm nnm mmnm nnmm mmm nnn mmnn nmnm mmm nnnm mmmn nmn mnmm nnm mmnm nnmm mmm nnn mmnn nmnm mmm nnnm mmmn nmn mnmm nnm mmnm nnmm mmm nnn mmnn nmnm mmm nnnm mmmn nmn mnmm nnm mmnm nnmm mmm nnn mmnn nmnm mmm nnnm mmmn nmn mnmm nnm mmnm nnmm mmm nnn mmnn nmnm mmm nnnm mmmn nmn mnmm nnm mmnm nnmm mmm nnn mmnn nmnm mmm nnnm mmmn nmn mnmm nnm mmnm nnmm mmm nnn mmnn nmnm mmm nnnm mmmn nmn mnmm nnm mmnm nnmm mmm nnn mmnn nmnm mmm nnnm mmmn nmn mnmm nnm mmnm nnmm mmm nnn mmnn nmnm mmm nnnm mmmn nmn mnmm nnm mmnm nnmm mmm nnn mmnn nmnm mmm nnnm mmmn nmn mnmm nnm mmnm nnmm mmm nnn mmnn nmnm mmm nnnm mmmn nmn mnmm nnm mmnm nnmm mmm nnn mmnn nmnm mmm nnnm mmmn nmn mnmm nnm mmnm nnmm mmm nnn mmnn nmnm mmm nnnm mmmn nmn mnmm nnm mmnm nnmm mmm nnn mmnn nmnm mmm nnnm mmmn nmn mnmm nnm mmnm nnmm mmm nnn mmnn nmnm mmm nnnm mmmn nmn mnmm nnm mmnm nnmm mmm nnn mmnn nmnm mmm nnnm mmmn nmn mnmm nnm mmnm nnmm mmm nnn mmnn nmnm mmm nnnm Hardware, Agricultural Implements, Wagons and Carriages. Light and Heavy HARNESSES And Harness Sundries. mm nnn mmm nnnn mm mmmn nnm mmmm nnnn mmn nmm mmnn nnmm mn mmnm nnnn mmm mnmn nm mmnm nnnn mmmn mm nmnm nnnn mmm nnmn mmnm nnnm mnnn mmm nnnn mmm mnmn nnnm mmmm nnn mmm nnnm mmn nnmm mm mmmn nnmm mmn nmnm mmm nnmm nmnm mmnn mmm nnnn mmm nnmm mmnn mnm mnnm nnm mmm mnmn nnm mmnm nnmm mmm nnn mmnn nmnm mmm nnnm mmmn nmn mnmm nnm mmnm nnmm mmm nnn mmnn mnmm nnm mmmn nmnm mmm nnnn mmm nmnm mmnn mm nmn mmm nnnn mmm nnnm mmn nmnm mmm nnm mmnn nmnm mmm nnnm mmmn nmn mnmm nnm mmnm nnmm mmm nnn mmnn nmnm mmm nnnm mmmn nmn mnmm nnm mmnm nnmm mmm nnn mmnn nmnm mmm nnnm mmmn nmn mnmm nnm mmnm nnmm mmm nnn mmnn nmnm mmm nnnm mmmn nmn mnmm nnm mmnm nnmm mmm nnn mmnn nmnm mmm nnnm mmmn nmn mnmm nnm mmnm nnmm mmm nnn mmnn nmnm mmm nnnm mmmn nmn mnmm nnm mmnm nnmm mmm nnn mmnn nmnm mmm nnnm mmmn nmn mnmm nnm mmnm nnmm mmm nnn mmnn nmnm mmm nnnm mmmn nmn mnmm nnm mmnm nnmm mmm nnn mmnn nmnm mmm nnnm mmmn nmn mnmm nnm mmnm nnmm mmm nnn mmnn nmnm mmm nnnm mmmn nmn mnmm nnm mmnm nnmm mmm nnn mmnn nmnm mmm nnnm mmmn nmn mnmm nnm mmnm nnmm mmm nnn mmnn nmnm mmm nnnm mmmn nmn mnmm nnm mmnm nnmm mmm nnn mmnn nmnm mmm nnnm mmmn nmn mnmm nnm mmnm nnmm mmm nnn mmnn nmnm mmm nnnm mmmn nmn mnmm nnm mmnm nnmm mmm nnn mmnn nmnm mmm nnnm mmmn nmn mnmm nnm mmnm nnmm mmm nnn mmnn nmnm mmm nnnm mmmn nmn mnmm nnm mmnm nnmm mmm nnn mmnn nmnm mmm nnnm mmmn nmn mnmm nnm mmnm nnmm mmm nnn mmnn nmnm mmm nnnm mmmn nmn mnmm nnm mmnm nnmm mmm nnn mmnn nmnm mmm nnnm mmmn nmn mnmm nnm mmnm nnmm mmm nnn mmnn nmnm mmm nnnm mmmn nmn mnmm nnm mmnm nnmm mmm nnn mmnn nmnm mmm nnnm mmmn nmn mnmm nnm mmnm nnmm mmm nnn mmnn nmnm mmm nnnm mmmn nmn mnmm nnm mmnm nnmm mmm nnn mmnn nmnm mmm nnnm CLINTON, MICH. Do We need an Introduction? NOT ON YOUR LIFE. mm nnn mmm nnnn mm mmmn nnm mmmm nnnn mmn nmm mmnn nnmm mn mmnm nnnn mmm mnmn nm mmnm nnnn mmmn mm nmnm nnnn mmm nnmn mmnm nnnm mnnn mmm nnnn mmm mnmn nnnm mmmm nnn mmm nnnm mmn nnmm mm mmmn nnmm mmn nmnm mmm nnmm nmnm mmnn mmm nnnn mmm nnmm mmnn mnm mnnm nnm mmm mnmn nnm mmnm nnmm mmm nnn mmnn nmnm mmm nnnm mmmn nmn mnmm nnm mmnm nnmm mmm nnn mmnn mnmm nnm mmmn nmnm mmm nnnn mmm nmnm mmnn mm nmn mmm nnnn mmm nnnm mmn nmnm mmm nnm mmnn nmnm mmm nnnm mmmn nmn mnmm nnm mmnm nnmm mmm nnn mmnn nmnm mmm nnnm mmmn nmn mnmm nnm mmnm nnmm mmm nnn mmnn nmnm mmm nnnm mmmn nmn mnmm nnm mmnm nnmm mmm nnn mmnn nmnm mmm nnnm mmmn nmn mnmm nnm mmnm nnmm mmm nnn mmnn nmnm mmm nnnm mmmn nmn mnmm nnm mmnm nnmm mmm nnn mmnn nmnm mmm nnnm mmmn nmn mnmm nnm mmnm nnmm mmm nnn mmnn nmnm mmm nnnm mmmn nmn mnmm nnm mmnm nnmm mmm nnn mmnn nmnm mmm nnnm mmmn nmn mnmm nnm mmnm nnmm mmm nnn mmnn nmnm mmm nnnm mmmn nmn mnmm nnm mmnm nnmm mmm nnn mmnn nmnm mmm nnnm mmmn nmn mnmm nnm mmnm nnmm mmm nnn mmnn nmnm mmm nnnm mmmn nmn mnmm nnm mmnm nnmm mmm nnn mmnn nmnm mmm nnnm mmmn nmn mnmm nnm mmnm nnmm mmm nnn mmnn nmnm mmm nnnm mmmn nmn mnmm nnm mmnm nnmm mmm nnn mmnn nmnm mmm nnnm mmmn nmn mnmm nnm mmnm nnmm mmm nnn mmnn nmnm mmm nnnm mmmn nmn mnmm nnm mmnm nnmm mmm nnn mmnn nmnm mmm nnnm mmmn nmn mnmm nnm mmnm nnmm mmm nnn mmnn nmnm mmm nnnm mmmn nmn mnmm nnm mmnm nnmm mmm nnn mmnn nmnm mmm nnnm mmmn nmn mnmm nnm mmnm nnmm mmm nnn mmnn nmnm mmm nnnm mmmn nmn mnmm nnm mmnm nnmm mmm nnn mmnn nmnm mmm nnnm mmmn nmn mnmm nnm mmnm nnmm mmm nnn mmnn nmnm mmm nnnm mmmn nmn mnmm nnm mmnm nnmm mmm nnn mmnn nmnm mmm nnnm mmmn nmn mnmm nnm mmnm nnmm mmm nnn mmnn nmnm mmm nnnm Lumber, Lath or Shingles, mm nnn mmm nnnn mm mmmn nnm mmmm nnnn mmn nmm mmnn nnmm mn mmnm nnnn mmm mnmn nm mmnm nnnn mmmn mm nmnm nnnn mmm nnmn mmnm nnnm mnnn mmm nnnn mmm mnmn nnnm mmmm nnn mmm nnnm mmn nnmm mm mmmn nnmm mmn nmnm mmm nnmm nmnm mmnn mmm nnnn mmm nnmm mmnn mnm mnnm nnm mmm mnmn nnm mmnm nnmm mmm nnn mmnn nmnm mmm nnnm mmmn nmn mnmm nnm mmnm nnmm mmm nnn mmnn mnmm nnm mmmn nmnm mmm nnnn mmm nmnm mmnn mm nmn mmm nnnn mmm nnnm mmn nmnm mmm nnm mmnn nmnm mmm nnnm mmmn nmn mnmm nnm mmnm nnmm mmm nnn mmnn nmnm mmm nnnm mmmn nmn mnmm nnm mmnm nnmm mmm nnn mmnn nmnm mmm nnnm mmmn nmn mnmm nnm mmnm nnmm mmm nnn mmnn nmnm mmm nnnm mmmn nmn mnmm nnm mmnm nnmm mmm nnn mmnn nmnm mmm nnnm mmmn nmn mnmm nnm mmnm nnmm mmm nnn mmnn nmnm mmm nnnm mmmn nmn mnmm nnm mmnm nnmm mmm nnn mmnn nmnm mmm nnnm mmmn nmn mnmm nnm mmnm nnmm mmm nnn mmnn nmnm mmm nnnm mmmn nmn mnmm nnm mmnm nnmm mmm nnn mmnn nmnm mmm nnnm mmmn nmn mnmm nnm mmnm nnmm mmm nnn mmnn nmnm mmm nnnm mmmn nmn mnmm nnm mmnm nnmm mmm nnn mmnn nmnm mmm nnnm mmmn nmn mnmm nnm mmnm nnmm mmm nnn mmnn nmnm mmm nnnm mmmn nmn mnmm nnm mmnm nnmm mmm nnn mmnn nmnm mmm nnnm mmmn nmn mnmm nnm mmnm nnmm mmm nnn mmnn nmnm mmm nnnm mmmn nmn mnmm nnm mmnm nnmm mmm nnn mmnn nmnm mmm nnnm mmmn nmn mnmm nnm mmnm nnmm mmm nnn mmnn nmnm mmm nnnm mmmn nmn mnmm nnm mmnm nnmm mmm nnn mmnn nmnm mmm nnnm mmmn nmn mnmm nnm mmnm nnmm mmm nnn mmnn nmnm mmm nnnm mmmn nmn mnmm nnm mmnm nnmm mmm nnn mmnn nmnm mmm nnnm mmmn nmn mnmm nnm mmnm nnmm mmm nnn mmnn nmnm mmm nnnm mmmn nmn mnmm nnm mmnm nnmm mmm nnn mmnn nmnm mmm nnnm mmmn nmn mnmm nnm mmnm nnmm mmm nnn mmnn nmnm mmm nnnm mmmn nmn mnmm nnm mmnm nnmm mmm nnn mmnn nmnm mmm nnnm LIME, HAIR AND BRICK. mm nnn mmm nnnn mm mmmn nnm mmmm nnnn mmn nmm mmnn nnmm mn mmnm nnnn mmm mnmn nm mmnm nnnn mmmn mm nmnm nnnn mmm nnmn mmnm nnnm mnnn mmm nnnn mmm mnmn nnnm mmmm nnn mmm nnnm mmn nnmm mm mmmn nnmm mmn nmnm mmm nnmm nmnm mmnn mmm nnnn mmm nnmm mmnn mnm mnnm nnm mmm mnmn nnm mmnm nnmm mmm nnn mmnn nmnm mmm nnnm mmmn nmn mnmm nnm mmnm nnmm mmm nnn mmnn mnmm nnm mmmn nmnm mmm nnnn mmm nmnm mmnn mm nmn mmm nnnn mmm nnnm mmn nmnm mmm nnm mmnn nmnm mmm nnnm mmmn nmn mnmm nnm mmnm nnmm mmm nnn mmnn nmnm mmm nnnm mmmn nmn mnmm nnm mmnm nnmm mmm nnn mmnn nmnm mmm nnnm mmmn nmn mnmm nnm mmnm nnmm mmm nnn mmnn nmnm mmm nnnm mmmn nmn mnmm nnm mmnm nnmm mmm nnn mmnn nmnm mmm nnnm mmmn nmn mnmm nnm mmnm nnmm mmm nnn mmnn nmnm mmm nnnm mmmn nmn mnmm nnm mmnm nnmm mmm nnn mmnn nmnm mmm nnnm mmmn nmn mnmm nnm mmnm nnmm mmm nnn mmnn nmnm mmm nnnm mmmn nmn mnmm nnm mmnm nnmm mmm nnn mmnn nmnm mmm nnnm mmmn nmn mnmm nnm mmnm nnmm mmm nnn mmnn nmnm mmm nnnm mmmn nmn mnmm nnm mmnm nnmm mmm nnn mmnn nmnm mmm nnnm mmmn nmn mnmm nnm mmnm nnmm mmm nnn mmnn nmnm mmm nnnm mmmn nmn mnmm nnm mmnm nnmm mmm nnn mmnn nmnm mmm nnnm mmmn nmn mnmm nnm mmnm nnmm mmm nnn mmnn nmnm mmm nnnm mmmn nmn mnmm nnm mmnm nnmm mmm nnn mmnn nmnm mmm nnnm mmmn nmn mnmm nnm mmnm nnmm mmm nnn mmnn nmnm mmm nnnm mmmn nmn mnmm nnm mmnm nnmm mmm nnn mmnn nmnm mmm nnnm mmmn nmn mnmm nnm mmnm nnmm mmm nnn mmnn nmnm mmm nnnm mmmn nmn mnmm nnm mmnm nnmm mmm nnn mmnn nmnm mmm nnnm mmmn nmn mnmm nnm mmnm nnmm mmm nnn mmnn nmnm mmm nnnm mmmn nmn mnmm nnm mmnm nnmm mmm nnn mmnn nmnm mmm nnnm mmmn nmn mnmm nnm mmnm nnmm mmm nnn mmnn nmnm mmm nnnm mmmn nmn mnmm nnm mmnm nnmm mmm nnn mmnn nmnm mmm nnnm WESTGATE MANCHESTER. — [378, 0, 750, 516]
clinton-heading: CLINTON, MICH. — [668, 274, 734, 282]
notice-dates: OCT. 10, 11, 12 — [540, 157, 586, 165]
left-column-3 — [132, 198, 198, 288]
twin-diamond-ad: TWIN DIAMOND BANK — [596, 194, 650, 200]
column-rule — [270, 4, 271, 512]
ad-column-6: GIVE US A CHANCE mm nnn mmm nnnn mm mmmn nnm mmmm nnnn mmn nmm mmnn nnmm mn mmnm nnnn mmm mnmn nm mmnm nnnn mmmn mm nmnm nnnn mmm nnmn mmnm nnnm mnnn mmm nnnn mmm mnmn nnnm mmmm nnn mmm nnnm mmn nnmm mm mmmn nnmm mmn nmnm mmm nnmm nmnm mmnn mmm nnnn mmm nnmm mmnn mnm mnnm nnm mmm mnmn nnm mmnm nnmm mmm nnn mmnn nmnm mmm nnnm mmmn nmn mnmm nnm mmnm nnmm mmm nnn mmnn mnmm nnm mmmn nmnm mmm nnnn mmm nmnm mmnn mm nmn mmm nnnn mmm nnnm mmn nmnm mmm nnm mmnn nmnm mmm nnnm mmmn nmn mnmm nnm mmnm nnmm mmm nnn mmnn nmnm mmm nnnm mmmn nmn mnmm nnm mmnm nnmm mmm nnn mmnn nmnm mmm nnnm mmmn nmn mnmm nnm mmnm nnmm mmm nnn mmnn nmnm mmm nnnm mmmn nmn mnmm nnm mmnm nnmm mmm nnn mmnn nmnm mmm nnnm mmmn nmn mnmm nnm mmnm nnmm mmm nnn mmnn nmnm mmm nnnm mmmn nmn mnmm nnm mmnm nnmm mmm nnn mmnn nmnm mmm nnnm mmmn nmn mnmm nnm mmnm nnmm mmm nnn mmnn nmnm mmm nnnm mmmn nmn mnmm nnm mmnm nnmm mmm nnn mmnn nmnm mmm nnnm mmmn nmn mnmm nnm mmnm nnmm mmm nnn mmnn nmnm mmm nnnm mmmn nmn mnmm nnm mmnm nnmm mmm nnn mmnn nmnm mmm nnnm mmmn nmn mnmm nnm mmnm nnmm mmm nnn mmnn nmnm mmm nnnm mmmn nmn mnmm nnm mmnm nnmm mmm nnn mmnn nmnm mmm nnnm mmmn nmn mnmm nnm mmnm nnmm mmm nnn mmnn nmnm mmm nnnm mmmn nmn mnmm nnm mmnm nnmm mmm nnn mmnn nmnm mmm nnnm mmmn nmn mnmm nnm mmnm nnmm mmm nnn mmnn nmnm mmm nnnm mmmn nmn mnmm nnm mmnm nnmm mmm nnn mmnn nmnm mmm nnnm mmmn nmn mnmm nnm mmnm nnmm mmm nnn mmnn nmnm mmm nnnm mmmn nmn mnmm nnm mmnm nnmm mmm nnn mmnn nmnm mmm nnnm mmmn nmn mnmm nnm mmnm nnmm mmm nnn mmnn nmnm mmm nnnm mmmn nmn mnmm nnm mmnm nnmm mmm nnn mmnn nmnm mmm nnnm mmmn nmn mnmm nnm mmnm nnmm mmm nnn mmnn nmnm mmm nnnm mmmn nmn mnmm nnm mmnm nnmm mmm nnn mmnn nmnm mmm nnnm Sell You Furniture mm nnn mmm nnnn mm mmmn nnm mmmm nnnn mmn nmm mmnn nnmm mn mmnm nnnn mmm mnmn nm mmnm nnnn mmmn mm nmnm nnnn mmm nnmn mmnm nnnm mnnn mmm nnnn mmm mnmn nnnm mmmm nnn mmm nnnm mmn nnmm mm mmmn nnmm mmn nmnm mmm nnmm nmnm mmnn mmm nnnn mmm nnmm mmnn mnm mnnm nnm mmm mnmn nnm mmnm nnmm mmm nnn mmnn nmnm mmm nnnm mmmn nmn mnmm nnm mmnm nnmm mmm nnn mmnn mnmm nnm mmmn nmnm mmm nnnn mmm nmnm mmnn mm nmn mmm nnnn mmm nnnm mmn nmnm mmm nnm mmnn nmnm mmm nnnm mmmn nmn mnmm nnm mmnm nnmm mmm nnn mmnn nmnm mmm nnnm mmmn nmn mnmm nnm mmnm nnmm mmm nnn mmnn nmnm mmm nnnm mmmn nmn mnmm nnm mmnm nnmm mmm nnn mmnn nmnm mmm nnnm mmmn nmn mnmm nnm mmnm nnmm mmm nnn mmnn nmnm mmm nnnm mmmn nmn mnmm nnm mmnm nnmm mmm nnn mmnn nmnm mmm nnnm mmmn nmn mnmm nnm mmnm nnmm mmm nnn mmnn nmnm mmm nnnm mmmn nmn mnmm nnm mmnm nnmm mmm nnn mmnn nmnm mmm nnnm mmmn nmn mnmm nnm mmnm nnmm mmm nnn mmnn nmnm mmm nnnm mmmn nmn mnmm nnm mmnm nnmm mmm nnn mmnn nmnm mmm nnnm mmmn nmn mnmm nnm mmnm nnmm mmm nnn mmnn nmnm mmm nnnm mmmn nmn mnmm nnm mmnm nnmm mmm nnn mmnn nmnm mmm nnnm mmmn nmn mnmm nnm mmnm nnmm mmm nnn mmnn nmnm mmm nnnm mmmn nmn mnmm nnm mmnm nnmm mmm nnn mmnn nmnm mmm nnnm mmmn nmn mnmm nnm mmnm nnmm mmm nnn mmnn nmnm mmm nnnm mmmn nmn mnmm nnm mmnm nnmm mmm nnn mmnn nmnm mmm nnnm mmmn nmn mnmm nnm mmnm nnmm mmm nnn mmnn nmnm mmm nnnm mmmn nmn mnmm nnm mmnm nnmm mmm nnn mmnn nmnm mmm nnnm mmmn nmn mnmm nnm mmnm nnmm mmm nnn mmnn nmnm mmm nnnm mmmn nmn mnmm nnm mmnm nnmm mmm nnn mmnn nmnm mmm nnnm mmmn nmn mnmm nnm mmnm nnmm mmm nnn mmnn nmnm mmm nnnm mmmn nmn mnmm nnm mmnm nnmm mmm nnn mmnn nmnm mmm nnnm mmmn nmn mnmm nnm mmnm nnmm mmm nnn mmnn nmnm mmm nnnm Good Goods CHEAP. mm nnn mmm nnnn mm mmmn nnm mmmm nnnn mmn nmm mmnn nnmm mn mmnm nnnn mmm mnmn nm mmnm nnnn mmmn mm nmnm nnnn mmm nnmn mmnm nnnm mnnn mmm nnnn mmm mnmn nnnm mmmm nnn mmm nnnm mmn nnmm mm mmmn nnmm mmn nmnm mmm nnmm nmnm mmnn mmm nnnn mmm nnmm mmnn mnm mnnm nnm mmm mnmn nnm mmnm nnmm mmm nnn mmnn nmnm mmm nnnm mmmn nmn mnmm nnm mmnm nnmm mmm nnn mmnn mnmm nnm mmmn nmnm mmm nnnn mmm nmnm mmnn mm nmn mmm nnnn mmm nnnm mmn nmnm mmm nnm mmnn nmnm mmm nnnm mmmn nmn mnmm nnm mmnm nnmm mmm nnn mmnn nmnm mmm nnnm mmmn nmn mnmm nnm mmnm nnmm mmm nnn mmnn nmnm mmm nnnm mmmn nmn mnmm nnm mmnm nnmm mmm nnn mmnn nmnm mmm nnnm mmmn nmn mnmm nnm mmnm nnmm mmm nnn mmnn nmnm mmm nnnm mmmn nmn mnmm nnm mmnm nnmm mmm nnn mmnn nmnm mmm nnnm mmmn nmn mnmm nnm mmnm nnmm mmm nnn mmnn nmnm mmm nnnm mmmn nmn mnmm nnm mmnm nnmm mmm nnn mmnn nmnm mmm nnnm mmmn nmn mnmm nnm mmnm nnmm mmm nnn mmnn nmnm mmm nnnm mmmn nmn mnmm nnm mmnm nnmm mmm nnn mmnn nmnm mmm nnnm mmmn nmn mnmm nnm mmnm nnmm mmm nnn mmnn nmnm mmm nnnm mmmn nmn mnmm nnm mmnm nnmm mmm nnn mmnn nmnm mmm nnnm mmmn nmn mnmm nnm mmnm nnmm mmm nnn mmnn nmnm mmm nnnm mmmn nmn mnmm nnm mmnm nnmm mmm nnn mmnn nmnm mmm nnnm mmmn nmn mnmm nnm mmnm nnmm mmm nnn mmnn nmnm mmm nnnm mmmn nmn mnmm nnm mmnm nnmm mmm nnn mmnn nmnm mmm nnnm mmmn nmn mnmm nnm mmnm nnmm mmm nnn mmnn nmnm mmm nnnm mmmn nmn mnmm nnm mmnm nnmm mmm nnn mmnn nmnm mmm nnnm mmmn nmn mnmm nnm mmnm nnmm mmm nnn mmnn nmnm mmm nnnm mmmn nmn mnmm nnm mmnm nnmm mmm nnn mmnn nmnm mmm nnnm mmmn nmn mnmm nnm mmnm nnmm mmm nnn mmnn nmnm mmm nnnm mmmn nmn mnmm nnm mmnm nnmm mmm nnn mmnn nmnm mmm nnnm mmmn nmn mnmm nnm mmnm nnmm mmm nnn mmnn nmnm mmm nnnm JENTER & RAUSCHENBERGER. TEN PONIES on the Scales, How Much do They Weigh? GUESS! mm nnn mmm nnnn mm mmmn nnm mmmm nnnn mmn nmm mmnn nnmm mn mmnm nnnn mmm mnmn nm mmnm nnnn mmmn mm nmnm nnnn mmm nnmn mmnm nnnm mnnn mmm nnnn mmm mnmn nnnm mmmm nnn mmm nnnm mmn nnmm mm mmmn nnmm mmn nmnm mmm nnmm nmnm mmnn mmm nnnn mmm nnmm mmnn mnm mnnm nnm mmm mnmn nnm mmnm nnmm mmm nnn mmnn nmnm mmm nnnm mmmn nmn mnmm nnm mmnm nnmm mmm nnn mmnn mnmm nnm mmmn nmnm mmm nnnn mmm nmnm mmnn mm nmn mmm nnnn mmm nnnm mmn nmnm mmm nnm mmnn nmnm mmm nnnm mmmn nmn mnmm nnm mmnm nnmm mmm nnn mmnn nmnm mmm nnnm mmmn nmn mnmm nnm mmnm nnmm mmm nnn mmnn nmnm mmm nnnm mmmn nmn mnmm nnm mmnm nnmm mmm nnn mmnn nmnm mmm nnnm mmmn nmn mnmm nnm mmnm nnmm mmm nnn mmnn nmnm mmm nnnm mmmn nmn mnmm nnm mmnm nnmm mmm nnn mmnn nmnm mmm nnnm mmmn nmn mnmm nnm mmnm nnmm mmm nnn mmnn nmnm mmm nnnm mmmn nmn mnmm nnm mmnm nnmm mmm nnn mmnn nmnm mmm nnnm mmmn nmn mnmm nnm mmnm nnmm mmm nnn mmnn nmnm mmm nnnm mmmn nmn mnmm nnm mmnm nnmm mmm nnn mmnn nmnm mmm nnnm mmmn nmn mnmm nnm mmnm nnmm mmm nnn mmnn nmnm mmm nnnm mmmn nmn mnmm nnm mmnm nnmm mmm nnn mmnn nmnm mmm nnnm mmmn nmn mnmm nnm mmnm nnmm mmm nnn mmnn nmnm mmm nnnm mmmn nmn mnmm nnm mmnm nnmm mmm nnn mmnn nmnm mmm nnnm mmmn nmn mnmm nnm mmnm nnmm mmm nnn mmnn nmnm mmm nnnm mmmn nmn mnmm nnm mmnm nnmm mmm nnn mmnn nmnm mmm nnnm mmmn nmn mnmm nnm mmnm nnmm mmm nnn mmnn nmnm mmm nnnm mmmn nmn mnmm nnm mmnm nnmm mmm nnn mmnn nmnm mmm nnnm mmmn nmn mnmm nnm mmnm nnmm mmm nnn mmnn nmnm mmm nnnm mmmn nmn mnmm nnm mmnm nnmm mmm nnn mmnn nmnm mmm nnnm mmmn nmn mnmm nnm mmnm nnmm mmm nnn mmnn nmnm mmm nnnm mmmn nmn mnmm nnm mmnm nnmm mmm nnn mmnn nmnm mmm nnnm mmmn nmn mnmm nnm mmnm nnmm mmm nnn mmnn nmnm mmm nnnm Win a Pony mm nnn mmm nnnn mm mmmn nnm mmmm nnnn mmn nmm mmnn nnmm mn mmnm nnnn mmm mnmn nm mmnm nnnn mmmn mm nmnm nnnn mmm nnmn mmnm nnnm mnnn mmm nnnn mmm mnmn nnnm mmmm nnn mmm nnnm mmn nnmm mm mmmn nnmm mmn nmnm mmm nnmm nmnm mmnn mmm nnnn mmm nnmm mmnn mnm mnnm nnm mmm mnmn nnm mmnm nnmm mmm nnn mmnn nmnm mmm nnnm mmmn nmn mnmm nnm mmnm nnmm mmm nnn mmnn mnmm nnm mmmn nmnm mmm nnnn mmm nmnm mmnn mm nmn mmm nnnn mmm nnnm mmn nmnm mmm nnm mmnn nmnm mmm nnnm mmmn nmn mnmm nnm mmnm nnmm mmm nnn mmnn nmnm mmm nnnm mmmn nmn mnmm nnm mmnm nnmm mmm nnn mmnn nmnm mmm nnnm mmmn nmn mnmm nnm mmnm nnmm mmm nnn mmnn nmnm mmm nnnm mmmn nmn mnmm nnm mmnm nnmm mmm nnn mmnn nmnm mmm nnnm mmmn nmn mnmm nnm mmnm nnmm mmm nnn mmnn nmnm mmm nnnm mmmn nmn mnmm nnm mmnm nnmm mmm nnn mmnn nmnm mmm nnnm mmmn nmn mnmm nnm mmnm nnmm mmm nnn mmnn nmnm mmm nnnm mmmn nmn mnmm nnm mmnm nnmm mmm nnn mmnn nmnm mmm nnnm mmmn nmn mnmm nnm mmnm nnmm mmm nnn mmnn nmnm mmm nnnm mmmn nmn mnmm nnm mmnm nnmm mmm nnn mmnn nmnm mmm nnnm mmmn nmn mnmm nnm mmnm nnmm mmm nnn mmnn nmnm mmm nnnm mmmn nmn mnmm nnm mmnm nnmm mmm nnn mmnn nmnm mmm nnnm mmmn nmn mnmm nnm mmnm nnmm mmm nnn mmnn nmnm mmm nnnm mmmn nmn mnmm nnm mmnm nnmm mmm nnn mmnn nmnm mmm nnnm mmmn nmn mnmm nnm mmnm nnmm mmm nnn mmnn nmnm mmm nnnm mmmn nmn mnmm nnm mmnm nnmm mmm nnn mmnn nmnm mmm nnnm mmmn nmn mnmm nnm mmnm nnmm mmm nnn mmnn nmnm mmm nnnm mmmn nmn mnmm nnm mmnm nnmm mmm nnn mmnn nmnm mmm nnnm mmmn nmn mnmm nnm mmnm nnmm mmm nnn mmnn nmnm mmm nnnm mmmn nmn mnmm nnm mmnm nnmm mmm nnn mmnn nmnm mmm nnnm mmmn nmn mnmm nnm mmnm nnmm mmm nnn mmnn nmnm mmm nnnm mmmn nmn mnmm nnm mmnm nnmm mmm nnn mmnn nmnm mmm nnnm YOCUM, MARX & CO. A. B. Van DeMark & Co. mm nnn mmm nnnn mm mmmn nnm mmmm nnnn mmn nmm mmnn nnmm mn mmnm nnnn mmm mnmn nm mmnm nnnn mmmn mm nmnm nnnn mmm nnmn mmnm nnnm mnnn mmm nnnn mmm mnmn nnnm mmmm nnn mmm nnnm mmn nnmm mm mmmn nnmm mmn nmnm mmm nnmm nmnm mmnn mmm nnnn mmm nnmm mmnn mnm mnnm nnm mmm mnmn nnm mmnm nnmm mmm nnn mmnn nmnm mmm nnnm mmmn nmn mnmm nnm mmnm nnmm mmm nnn mmnn mnmm nnm mmmn nmnm mmm nnnn mmm nmnm mmnn mm nmn mmm nnnn mmm nnnm mmn nmnm mmm nnm mmnn nmnm mmm nnnm mmmn nmn mnmm nnm mmnm nnmm mmm nnn mmnn nmnm mmm nnnm mmmn nmn mnmm nnm mmnm nnmm mmm nnn mmnn nmnm mmm nnnm mmmn nmn mnmm nnm mmnm nnmm mmm nnn mmnn nmnm mmm nnnm mmmn nmn mnmm nnm mmnm nnmm mmm nnn mmnn nmnm mmm nnnm mmmn nmn mnmm nnm mmnm nnmm mmm nnn mmnn nmnm mmm nnnm mmmn nmn mnmm nnm mmnm nnmm mmm nnn mmnn nmnm mmm nnnm mmmn nmn mnmm nnm mmnm nnmm mmm nnn mmnn nmnm mmm nnnm mmmn nmn mnmm nnm mmnm nnmm mmm nnn mmnn nmnm mmm nnnm mmmn nmn mnmm nnm mmnm nnmm mmm nnn mmnn nmnm mmm nnnm mmmn nmn mnmm nnm mmnm nnmm mmm nnn mmnn nmnm mmm nnnm mmmn nmn mnmm nnm mmnm nnmm mmm nnn mmnn nmnm mmm nnnm mmmn nmn mnmm nnm mmnm nnmm mmm nnn mmnn nmnm mmm nnnm mmmn nmn mnmm nnm mmnm nnmm mmm nnn mmnn nmnm mmm nnnm mmmn nmn mnmm nnm mmnm nnmm mmm nnn mmnn nmnm mmm nnnm mmmn nmn mnmm nnm mmnm nnmm mmm nnn mmnn nmnm mmm nnnm mmmn nmn mnmm nnm mmnm nnmm mmm nnn mmnn nmnm mmm nnnm mmmn nmn mnmm nnm mmnm nnmm mmm nnn mmnn nmnm mmm nnnm mmmn nmn mnmm nnm mmnm nnmm mmm nnn mmnn nmnm mmm nnnm mmmn nmn mnmm nnm mmnm nnmm mmm nnn mmnn nmnm mmm nnnm mmmn nmn mnmm nnm mmnm nnmm mmm nnn mmnn nmnm mmm nnnm mmmn nmn mnmm nnm mmnm nnmm mmm nnn mmnn nmnm mmm nnnm mmmn nmn mnmm nnm mmnm nnmm mmm nnn mmnn nmnm mmm nnnm Hardware, Agricultural Implements, Wagons and Carriages. Light and Heavy HARNESSES And Harness Sundries. mm nnn mmm nnnn mm mmmn nnm mmmm nnnn mmn nmm mmnn nnmm mn mmnm nnnn mmm mnmn nm mmnm nnnn mmmn mm nmnm nnnn mmm nnmn mmnm nnnm mnnn mmm nnnn mmm mnmn nnnm mmmm nnn mmm nnnm mmn nnmm mm mmmn nnmm mmn nmnm mmm nnmm nmnm mmnn mmm nnnn mmm nnmm mmnn mnm mnnm nnm mmm mnmn nnm mmnm nnmm mmm nnn mmnn nmnm mmm nnnm mmmn nmn mnmm nnm mmnm nnmm mmm nnn mmnn mnmm nnm mmmn nmnm mmm nnnn mmm nmnm mmnn mm nmn mmm nnnn mmm nnnm mmn nmnm mmm nnm mmnn nmnm mmm nnnm mmmn nmn mnmm nnm mmnm nnmm mmm nnn mmnn nmnm mmm nnnm mmmn nmn mnmm nnm mmnm nnmm mmm nnn mmnn nmnm mmm nnnm mmmn nmn mnmm nnm mmnm nnmm mmm nnn mmnn nmnm mmm nnnm mmmn nmn mnmm nnm mmnm nnmm mmm nnn mmnn nmnm mmm nnnm mmmn nmn mnmm nnm mmnm nnmm mmm nnn mmnn nmnm mmm nnnm mmmn nmn mnmm nnm mmnm nnmm mmm nnn mmnn nmnm mmm nnnm mmmn nmn mnmm nnm mmnm nnmm mmm nnn mmnn nmnm mmm nnnm mmmn nmn mnmm nnm mmnm nnmm mmm nnn mmnn nmnm mmm nnnm mmmn nmn mnmm nnm mmnm nnmm mmm nnn mmnn nmnm mmm nnnm mmmn nmn mnmm nnm mmnm nnmm mmm nnn mmnn nmnm mmm nnnm mmmn nmn mnmm nnm mmnm nnmm mmm nnn mmnn nmnm mmm nnnm mmmn nmn mnmm nnm mmnm nnmm mmm nnn mmnn nmnm mmm nnnm mmmn nmn mnmm nnm mmnm nnmm mmm nnn mmnn nmnm mmm nnnm mmmn nmn mnmm nnm mmnm nnmm mmm nnn mmnn nmnm mmm nnnm mmmn nmn mnmm nnm mmnm nnmm mmm nnn mmnn nmnm mmm nnnm mmmn nmn mnmm nnm mmnm nnmm mmm nnn mmnn nmnm mmm nnnm mmmn nmn mnmm nnm mmnm nnmm mmm nnn mmnn nmnm mmm nnnm mmmn nmn mnmm nnm mmnm nnmm mmm nnn mmnn nmnm mmm nnnm mmmn nmn mnmm nnm mmnm nnmm mmm nnn mmnn nmnm mmm nnnm mmmn nmn mnmm nnm mmnm nnmm mmm nnn mmnn nmnm mmm nnnm mmmn nmn mnmm nnm mmnm nnmm mmm nnn mmnn nmnm mmm nnnm mmmn nmn mnmm nnm mmnm nnmm mmm nnn mmnn nmnm mmm nnnm CLINTON, MICH. Do We need an Introduction? NOT ON YOUR LIFE. mm nnn mmm nnnn mm mmmn nnm mmmm nnnn mmn nmm mmnn nnmm mn mmnm nnnn mmm mnmn nm mmnm nnnn mmmn mm nmnm nnnn mmm nnmn mmnm nnnm mnnn mmm nnnn mmm mnmn nnnm mmmm nnn mmm nnnm mmn nnmm mm mmmn nnmm mmn nmnm mmm nnmm nmnm mmnn mmm nnnn mmm nnmm mmnn mnm mnnm nnm mmm mnmn nnm mmnm nnmm mmm nnn mmnn nmnm mmm nnnm mmmn nmn mnmm nnm mmnm nnmm mmm nnn mmnn mnmm nnm mmmn nmnm mmm nnnn mmm nmnm mmnn mm nmn mmm nnnn mmm nnnm mmn nmnm mmm nnm mmnn nmnm mmm nnnm mmmn nmn mnmm nnm mmnm nnmm mmm nnn mmnn nmnm mmm nnnm mmmn nmn mnmm nnm mmnm nnmm mmm nnn mmnn nmnm mmm nnnm mmmn nmn mnmm nnm mmnm nnmm mmm nnn mmnn nmnm mmm nnnm mmmn nmn mnmm nnm mmnm nnmm mmm nnn mmnn nmnm mmm nnnm mmmn nmn mnmm nnm mmnm nnmm mmm nnn mmnn nmnm mmm nnnm mmmn nmn mnmm nnm mmnm nnmm mmm nnn mmnn nmnm mmm nnnm mmmn nmn mnmm nnm mmnm nnmm mmm nnn mmnn nmnm mmm nnnm mmmn nmn mnmm nnm mmnm nnmm mmm nnn mmnn nmnm mmm nnnm mmmn nmn mnmm nnm mmnm nnmm mmm nnn mmnn nmnm mmm nnnm mmmn nmn mnmm nnm mmnm nnmm mmm nnn mmnn nmnm mmm nnnm mmmn nmn mnmm nnm mmnm nnmm mmm nnn mmnn nmnm mmm nnnm mmmn nmn mnmm nnm mmnm nnmm mmm nnn mmnn nmnm mmm nnnm mmmn nmn mnmm nnm mmnm nnmm mmm nnn mmnn nmnm mmm nnnm mmmn nmn mnmm nnm mmnm nnmm mmm nnn mmnn nmnm mmm nnnm mmmn nmn mnmm nnm mmnm nnmm mmm nnn mmnn nmnm mmm nnnm mmmn nmn mnmm nnm mmnm nnmm mmm nnn mmnn nmnm mmm nnnm mmmn nmn mnmm nnm mmnm nnmm mmm nnn mmnn nmnm mmm nnnm mmmn nmn mnmm nnm mmnm nnmm mmm nnn mmnn nmnm mmm nnnm mmmn nmn mnmm nnm mmnm nnmm mmm nnn mmnn nmnm mmm nnnm mmmn nmn mnmm nnm mmnm nnmm mmm nnn mmnn nmnm mmm nnnm mmmn nmn mnmm nnm mmnm nnmm mmm nnn mmnn nmnm mmm nnnm mmmn nmn mnmm nnm mmnm nnmm mmm nnn mmnn nmnm mmm nnnm Lumber, Lath or Shingles, mm nnn mmm nnnn mm mmmn nnm mmmm nnnn mmn nmm mmnn nnmm mn mmnm nnnn mmm mnmn nm mmnm nnnn mmmn mm nmnm nnnn mmm nnmn mmnm nnnm mnnn mmm nnnn mmm mnmn nnnm mmmm nnn mmm nnnm mmn nnmm mm mmmn nnmm mmn nmnm mmm nnmm nmnm mmnn mmm nnnn mmm nnmm mmnn mnm mnnm nnm mmm mnmn nnm mmnm nnmm mmm nnn mmnn nmnm mmm nnnm mmmn nmn mnmm nnm mmnm nnmm mmm nnn mmnn mnmm nnm mmmn nmnm mmm nnnn mmm nmnm mmnn mm nmn mmm nnnn mmm nnnm mmn nmnm mmm nnm mmnn nmnm mmm nnnm mmmn nmn mnmm nnm mmnm nnmm mmm nnn mmnn nmnm mmm nnnm mmmn nmn mnmm nnm mmnm nnmm mmm nnn mmnn nmnm mmm nnnm mmmn nmn mnmm nnm mmnm nnmm mmm nnn mmnn nmnm mmm nnnm mmmn nmn mnmm nnm mmnm nnmm mmm nnn mmnn nmnm mmm nnnm mmmn nmn mnmm nnm mmnm nnmm mmm nnn mmnn nmnm mmm nnnm mmmn nmn mnmm nnm mmnm nnmm mmm nnn mmnn nmnm mmm nnnm mmmn nmn mnmm nnm mmnm nnmm mmm nnn mmnn nmnm mmm nnnm mmmn nmn mnmm nnm mmnm nnmm mmm nnn mmnn nmnm mmm nnnm mmmn nmn mnmm nnm mmnm nnmm mmm nnn mmnn nmnm mmm nnnm mmmn nmn mnmm nnm mmnm nnmm mmm nnn mmnn nmnm mmm nnnm mmmn nmn mnmm nnm mmnm nnmm mmm nnn mmnn nmnm mmm nnnm mmmn nmn mnmm nnm mmnm nnmm mmm nnn mmnn nmnm mmm nnnm mmmn nmn mnmm nnm mmnm nnmm mmm nnn mmnn nmnm mmm nnnm mmmn nmn mnmm nnm mmnm nnmm mmm nnn mmnn nmnm mmm nnnm mmmn nmn mnmm nnm mmnm nnmm mmm nnn mmnn nmnm mmm nnnm mmmn nmn mnmm nnm mmnm nnmm mmm nnn mmnn nmnm mmm nnnm mmmn nmn mnmm nnm mmnm nnmm mmm nnn mmnn nmnm mmm nnnm mmmn nmn mnmm nnm mmnm nnmm mmm nnn mmnn nmnm mmm nnnm mmmn nmn mnmm nnm mmnm nnmm mmm nnn mmnn nmnm mmm nnnm mmmn nmn mnmm nnm mmnm nnmm mmm nnn mmnn nmnm mmm nnnm mmmn nmn mnmm nnm mmnm nnmm mmm nnn mmnn nmnm mmm nnnm mmmn nmn mnmm nnm mmnm nnmm mmm nnn mmnn nmnm mmm nnnm LIME, HAIR AND BRICK. mm nnn mmm nnnn mm mmmn nnm mmmm nnnn mmn nmm mmnn nnmm mn mmnm nnnn mmm mnmn nm mmnm nnnn mmmn mm nmnm nnnn mmm nnmn mmnm nnnm mnnn mmm nnnn mmm mnmn nnnm mmmm nnn mmm nnnm mmn nnmm mm mmmn nnmm mmn nmnm mmm nnmm nmnm mmnn mmm nnnn mmm nnmm mmnn mnm mnnm nnm mmm mnmn nnm mmnm nnmm mmm nnn mmnn nmnm mmm nnnm mmmn nmn mnmm nnm mmnm nnmm mmm nnn mmnn mnmm nnm mmmn nmnm mmm nnnn mmm nmnm mmnn mm nmn mmm nnnn mmm nnnm mmn nmnm mmm nnm mmnn nmnm mmm nnnm mmmn nmn mnmm nnm mmnm nnmm mmm nnn mmnn nmnm mmm nnnm mmmn nmn mnmm nnm mmnm nnmm mmm nnn mmnn nmnm mmm nnnm mmmn nmn mnmm nnm mmnm nnmm mmm nnn mmnn nmnm mmm nnnm mmmn nmn mnmm nnm mmnm nnmm mmm nnn mmnn nmnm mmm nnnm mmmn nmn mnmm nnm mmnm nnmm mmm nnn mmnn nmnm mmm nnnm mmmn nmn mnmm nnm mmnm nnmm mmm nnn mmnn nmnm mmm nnnm mmmn nmn mnmm nnm mmnm nnmm mmm nnn mmnn nmnm mmm nnnm mmmn nmn mnmm nnm mmnm nnmm mmm nnn mmnn nmnm mmm nnnm mmmn nmn mnmm nnm mmnm nnmm mmm nnn mmnn nmnm mmm nnnm mmmn nmn mnmm nnm mmnm nnmm mmm nnn mmnn nmnm mmm nnnm mmmn nmn mnmm nnm mmnm nnmm mmm nnn mmnn nmnm mmm nnnm mmmn nmn mnmm nnm mmnm nnmm mmm nnn mmnn nmnm mmm nnnm mmmn nmn mnmm nnm mmnm nnmm mmm nnn mmnn nmnm mmm nnnm mmmn nmn mnmm nnm mmnm nnmm mmm nnn mmnn nmnm mmm nnnm mmmn nmn mnmm nnm mmnm nnmm mmm nnn mmnn nmnm mmm nnnm mmmn nmn mnmm nnm mmnm nnmm mmm nnn mmnn nmnm mmm nnnm mmmn nmn mnmm nnm mmnm nnmm mmm nnn mmnn nmnm mmm nnnm mmmn nmn mnmm nnm mmnm nnmm mmm nnn mmnn nmnm mmm nnnm mmmn nmn mnmm nnm mmnm nnmm mmm nnn mmnn nmnm mmm nnnm mmmn nmn mnmm nnm mmnm nnmm mmm nnn mmnn nmnm mmm nnnm mmmn nmn mnmm nnm mmnm nnmm mmm nnn mmnn nmnm mmm nnnm mmmn nmn mnmm nnm mmnm nnmm mmm nnn mmnn nmnm mmm nnnm WESTGATE MANCHESTER. — [654, 4, 748, 512]
tubular-ad: TUBULAR — [299, 300, 343, 310]
burial-illustration — [124, 306, 268, 386]
seaton-name: SEATON W. ANDERSON, — [292, 4, 350, 9]
ad-column-5: mm nnn mmm nnnn mm mmmn nnm mmmm nnnn mmn nmm mmnn nnmm mn mmnm nnnn mmm mnmn nm mmnm nnnn mmmn mm nmnm nnnn mmm nnmn mmnm nnnm mnnn mmm nnnn mmm mnmn nnnm mmmm nnn mmm nnnm mmn nnmm mm mmmn nnmm mmn nmnm mmm nnmm nmnm mmnn mmm nnnn mmm nnmm mmnn mnm mnnm nnm mmm mnmn nnm mmnm nnmm mmm nnn mmnn nmnm mmm nnnm mmmn nmn mnmm nnm mmnm nnmm mmm nnn mmnn mnmm nnm mmmn nmnm mmm nnnn mmm nmnm mmnn mm nmn mmm nnnn mmm nnnm mmn nmnm mmm nnm mmnn nmnm mmm nnnm mmmn nmn mnmm nnm mmnm nnmm mmm nnn mmnn nmnm mmm nnnm mmmn nmn mnmm nnm mmnm nnmm mmm nnn mmnn nmnm mmm nnnm mmmn nmn mnmm nnm mmnm nnmm mmm nnn mmnn nmnm mmm nnnm mmmn nmn mnmm nnm mmnm nnmm mmm nnn mmnn nmnm mmm nnnm mmmn nmn mnmm nnm mmnm nnmm mmm nnn mmnn nmnm mmm nnnm mmmn nmn mnmm nnm mmnm nnmm mmm nnn mmnn nmnm mmm nnnm mmmn nmn mnmm nnm mmnm nnmm mmm nnn mmnn nmnm mmm nnnm mmmn nmn mnmm nnm mmnm nnmm mmm nnn mmnn nmnm mmm nnnm mmmn nmn mnmm nnm mmnm nnmm mmm nnn mmnn nmnm mmm nnnm mmmn nmn mnmm nnm mmnm nnmm mmm nnn mmnn nmnm mmm nnnm mmmn nmn mnmm nnm mmnm nnmm mmm nnn mmnn nmnm mmm nnnm mmmn nmn mnmm nnm mmnm nnmm mmm nnn mmnn nmnm mmm nnnm mmmn nmn mnmm nnm mmnm nnmm mmm nnn mmnn nmnm mmm nnnm mmmn nmn mnmm nnm mmnm nnmm mmm nnn mmnn nmnm mmm nnnm mmmn nmn mnmm nnm mmnm nnmm mmm nnn mmnn nmnm mmm nnnm mmmn nmn mnmm nnm mmnm nnmm mmm nnn mmnn nmnm mmm nnnm mmmn nmn mnmm nnm mmnm nnmm mmm nnn mmnn nmnm mmm nnnm mmmn nmn mnmm nnm mmnm nnmm mmm nnn mmnn nmnm mmm nnnm mmmn nmn mnmm nnm mmnm nnmm mmm nnn mmnn nmnm mmm nnnm mmmn nmn mnmm nnm mmnm nnmm mmm nnn mmnn nmnm mmm nnnm mmmn nmn mnmm nnm mmnm nnmm mmm nnn mmnn nmnm mmm nnnm mmmn nmn mnmm nnm mmnm nnmm mmm nnn mmnn nmnm mmm nnnm THOSE FADED GARMENTS mm nnn mmm nnnn mm mmmn nnm mmmm nnnn mmn nmm mmnn nnmm mn mmnm nnnn mmm mnmn nm mmnm nnnn mmmn mm nmnm nnnn mmm nnmn mmnm nnnm mnnn mmm nnnn mmm mnmn nnnm mmmm nnn mmm nnnm mmn nnmm mm mmmn nnmm mmn nmnm mmm nnmm nmnm mmnn mmm nnnn mmm nnmm mmnn mnm mnnm nnm mmm mnmn nnm mmnm nnmm mmm nnn mmnn nmnm mmm nnnm mmmn nmn mnmm nnm mmnm nnmm mmm nnn mmnn mnmm nnm mmmn nmnm mmm nnnn mmm nmnm mmnn mm nmn mmm nnnn mmm nnnm mmn nmnm mmm nnm mmnn nmnm mmm nnnm mmmn nmn mnmm nnm mmnm nnmm mmm nnn mmnn nmnm mmm nnnm mmmn nmn mnmm nnm mmnm nnmm mmm nnn mmnn nmnm mmm nnnm mmmn nmn mnmm nnm mmnm nnmm mmm nnn mmnn nmnm mmm nnnm mmmn nmn mnmm nnm mmnm nnmm mmm nnn mmnn nmnm mmm nnnm mmmn nmn mnmm nnm mmnm nnmm mmm nnn mmnn nmnm mmm nnnm mmmn nmn mnmm nnm mmnm nnmm mmm nnn mmnn nmnm mmm nnnm mmmn nmn mnmm nnm mmnm nnmm mmm nnn mmnn nmnm mmm nnnm mmmn nmn mnmm nnm mmnm nnmm mmm nnn mmnn nmnm mmm nnnm mmmn nmn mnmm nnm mmnm nnmm mmm nnn mmnn nmnm mmm nnnm mmmn nmn mnmm nnm mmnm nnmm mmm nnn mmnn nmnm mmm nnnm mmmn nmn mnmm nnm mmnm nnmm mmm nnn mmnn nmnm mmm nnnm mmmn nmn mnmm nnm mmnm nnmm mmm nnn mmnn nmnm mmm nnnm mmmn nmn mnmm nnm mmnm nnmm mmm nnn mmnn nmnm mmm nnnm mmmn nmn mnmm nnm mmnm nnmm mmm nnn mmnn nmnm mmm nnnm mmmn nmn mnmm nnm mmnm nnmm mmm nnn mmnn nmnm mmm nnnm mmmn nmn mnmm nnm mmnm nnmm mmm nnn mmnn nmnm mmm nnnm mmmn nmn mnmm nnm mmnm nnmm mmm nnn mmnn nmnm mmm nnnm mmmn nmn mnmm nnm mmnm nnmm mmm nnn mmnn nmnm mmm nnnm mmmn nmn mnmm nnm mmnm nnmm mmm nnn mmnn nmnm mmm nnnm mmmn nmn mnmm nnm mmnm nnmm mmm nnn mmnn nmnm mmm nnnm mmmn nmn mnmm nnm mmnm nnmm mmm nnn mmnn nmnm mmm nnnm mmmn nmn mnmm nnm mmnm nnmm mmm nnn mmnn nmnm mmm nnnm W. H. Lehr, GROCERIES mm nnn mmm nnnn mm mmmn nnm mmmm nnnn mmn nmm mmnn nnmm mn mmnm nnnn mmm mnmn nm mmnm nnnn mmmn mm nmnm nnnn mmm nnmn mmnm nnnm mnnn mmm nnnn mmm mnmn nnnm mmmm nnn mmm nnnm mmn nnmm mm mmmn nnmm mmn nmnm mmm nnmm nmnm mmnn mmm nnnn mmm nnmm mmnn mnm mnnm nnm mmm mnmn nnm mmnm nnmm mmm nnn mmnn nmnm mmm nnnm mmmn nmn mnmm nnm mmnm nnmm mmm nnn mmnn mnmm nnm mmmn nmnm mmm nnnn mmm nmnm mmnn mm nmn mmm nnnn mmm nnnm mmn nmnm mmm nnm mmnn nmnm mmm nnnm mmmn nmn mnmm nnm mmnm nnmm mmm nnn mmnn nmnm mmm nnnm mmmn nmn mnmm nnm mmnm nnmm mmm nnn mmnn nmnm mmm nnnm mmmn nmn mnmm nnm mmnm nnmm mmm nnn mmnn nmnm mmm nnnm mmmn nmn mnmm nnm mmnm nnmm mmm nnn mmnn nmnm mmm nnnm mmmn nmn mnmm nnm mmnm nnmm mmm nnn mmnn nmnm mmm nnnm mmmn nmn mnmm nnm mmnm nnmm mmm nnn mmnn nmnm mmm nnnm mmmn nmn mnmm nnm mmnm nnmm mmm nnn mmnn nmnm mmm nnnm mmmn nmn mnmm nnm mmnm nnmm mmm nnn mmnn nmnm mmm nnnm mmmn nmn mnmm nnm mmnm nnmm mmm nnn mmnn nmnm mmm nnnm mmmn nmn mnmm nnm mmnm nnmm mmm nnn mmnn nmnm mmm nnnm mmmn nmn mnmm nnm mmnm nnmm mmm nnn mmnn nmnm mmm nnnm mmmn nmn mnmm nnm mmnm nnmm mmm nnn mmnn nmnm mmm nnnm mmmn nmn mnmm nnm mmnm nnmm mmm nnn mmnn nmnm mmm nnnm mmmn nmn mnmm nnm mmnm nnmm mmm nnn mmnn nmnm mmm nnnm mmmn nmn mnmm nnm mmnm nnmm mmm nnn mmnn nmnm mmm nnnm mmmn nmn mnmm nnm mmnm nnmm mmm nnn mmnn nmnm mmm nnnm mmmn nmn mnmm nnm mmnm nnmm mmm nnn mmnn nmnm mmm nnnm mmmn nmn mnmm nnm mmnm nnmm mmm nnn mmnn nmnm mmm nnnm mmmn nmn mnmm nnm mmnm nnmm mmm nnn mmnn nmnm mmm nnnm mmmn nmn mnmm nnm mmnm nnmm mmm nnn mmnn nmnm mmm nnnm mmmn nmn mnmm nnm mmnm nnmm mmm nnn mmnn nmnm mmm nnnm mmmn nmn mnmm nnm mmnm nnmm mmm nnn mmnn nmnm mmm nnnm PFERS LAGER BEER mm nnn mmm nnnn mm mmmn nnm mmmm nnnn mmn nmm mmnn nnmm mn mmnm nnnn mmm mnmn nm mmnm nnnn mmmn mm nmnm nnnn mmm nnmn mmnm nnnm mnnn mmm nnnn mmm mnmn nnnm mmmm nnn mmm nnnm mmn nnmm mm mmmn nnmm mmn nmnm mmm nnmm nmnm mmnn mmm nnnn mmm nnmm mmnn mnm mnnm nnm mmm mnmn nnm mmnm nnmm mmm nnn mmnn nmnm mmm nnnm mmmn nmn mnmm nnm mmnm nnmm mmm nnn mmnn mnmm nnm mmmn nmnm mmm nnnn mmm nmnm mmnn mm nmn mmm nnnn mmm nnnm mmn nmnm mmm nnm mmnn nmnm mmm nnnm mmmn nmn mnmm nnm mmnm nnmm mmm nnn mmnn nmnm mmm nnnm mmmn nmn mnmm nnm mmnm nnmm mmm nnn mmnn nmnm mmm nnnm mmmn nmn mnmm nnm mmnm nnmm mmm nnn mmnn nmnm mmm nnnm mmmn nmn mnmm nnm mmnm nnmm mmm nnn mmnn nmnm mmm nnnm mmmn nmn mnmm nnm mmnm nnmm mmm nnn mmnn nmnm mmm nnnm mmmn nmn mnmm nnm mmnm nnmm mmm nnn mmnn nmnm mmm nnnm mmmn nmn mnmm nnm mmnm nnmm mmm nnn mmnn nmnm mmm nnnm mmmn nmn mnmm nnm mmnm nnmm mmm nnn mmnn nmnm mmm nnnm mmmn nmn mnmm nnm mmnm nnmm mmm nnn mmnn nmnm mmm nnnm mmmn nmn mnmm nnm mmnm nnmm mmm nnn mmnn nmnm mmm nnnm mmmn nmn mnmm nnm mmnm nnmm mmm nnn mmnn nmnm mmm nnnm mmmn nmn mnmm nnm mmnm nnmm mmm nnn mmnn nmnm mmm nnnm mmmn nmn mnmm nnm mmnm nnmm mmm nnn mmnn nmnm mmm nnnm mmmn nmn mnmm nnm mmnm nnmm mmm nnn mmnn nmnm mmm nnnm mmmn nmn mnmm nnm mmnm nnmm mmm nnn mmnn nmnm mmm nnnm mmmn nmn mnmm nnm mmnm nnmm mmm nnn mmnn nmnm mmm nnnm mmmn nmn mnmm nnm mmnm nnmm mmm nnn mmnn nmnm mmm nnnm mmmn nmn mnmm nnm mmnm nnmm mmm nnn mmnn nmnm mmm nnnm mmmn nmn mnmm nnm mmnm nnmm mmm nnn mmnn nmnm mmm nnnm mmmn nmn mnmm nnm mmnm nnmm mmm nnn mmnn nmnm mmm nnnm mmmn nmn mnmm nnm mmnm nnmm mmm nnn mmnn nmnm mmm nnnm mmmn nmn mnmm nnm mmnm nnmm mmm nnn mmnn nmnm mmm nnnm TWIN DIAMOND BANK mm nnn mmm nnnn mm mmmn nnm mmmm nnnn mmn nmm mmnn nnmm mn mmnm nnnn mmm mnmn nm mmnm nnnn mmmn mm nmnm nnnn mmm nnmn mmnm nnnm mnnn mmm nnnn mmm mnmn nnnm mmmm nnn mmm nnnm mmn nnmm mm mmmn nnmm mmn nmnm mmm nnmm nmnm mmnn mmm nnnn mmm nnmm mmnn mnm mnnm nnm mmm mnmn nnm mmnm nnmm mmm nnn mmnn nmnm mmm nnnm mmmn nmn mnmm nnm mmnm nnmm mmm nnn mmnn mnmm nnm mmmn nmnm mmm nnnn mmm nmnm mmnn mm nmn mmm nnnn mmm nnnm mmn nmnm mmm nnm mmnn nmnm mmm nnnm mmmn nmn mnmm nnm mmnm nnmm mmm nnn mmnn nmnm mmm nnnm mmmn nmn mnmm nnm mmnm nnmm mmm nnn mmnn nmnm mmm nnnm mmmn nmn mnmm nnm mmnm nnmm mmm nnn mmnn nmnm mmm nnnm mmmn nmn mnmm nnm mmnm nnmm mmm nnn mmnn nmnm mmm nnnm mmmn nmn mnmm nnm mmnm nnmm mmm nnn mmnn nmnm mmm nnnm mmmn nmn mnmm nnm mmnm nnmm mmm nnn mmnn nmnm mmm nnnm mmmn nmn mnmm nnm mmnm nnmm mmm nnn mmnn nmnm mmm nnnm mmmn nmn mnmm nnm mmnm nnmm mmm nnn mmnn nmnm mmm nnnm mmmn nmn mnmm nnm mmnm nnmm mmm nnn mmnn nmnm mmm nnnm mmmn nmn mnmm nnm mmnm nnmm mmm nnn mmnn nmnm mmm nnnm mmmn nmn mnmm nnm mmnm nnmm mmm nnn mmnn nmnm mmm nnnm mmmn nmn mnmm nnm mmnm nnmm mmm nnn mmnn nmnm mmm nnnm mmmn nmn mnmm nnm mmnm nnmm mmm nnn mmnn nmnm mmm nnnm mmmn nmn mnmm nnm mmnm nnmm mmm nnn mmnn nmnm mmm nnnm mmmn nmn mnmm nnm mmnm nnmm mmm nnn mmnn nmnm mmm nnnm mmmn nmn mnmm nnm mmnm nnmm mmm nnn mmnn nmnm mmm nnnm mmmn nmn mnmm nnm mmnm nnmm mmm nnn mmnn nmnm mmm nnnm mmmn nmn mnmm nnm mmnm nnmm mmm nnn mmnn nmnm mmm nnnm mmmn nmn mnmm nnm mmnm nnmm mmm nnn mmnn nmnm mmm nnnm mmmn nmn mnmm nnm mmnm nnmm mmm nnn mmnn nmnm mmm nnnm mmmn nmn mnmm nnm mmnm nnmm mmm nnn mmnn nmnm mmm nnnm mmmn nmn mnmm nnm mmnm nnmm mmm nnn mmnn nmnm mmm nnnm — [596, 4, 650, 512]
oval-portrait — [126, 92, 212, 150]
masthead: Manchester Enterprise — [9, 4, 57, 9]
introduction-heading: Do We need an Introduction? — [663, 287, 739, 293]
lehr-ad: W. H. Lehr, — [604, 138, 642, 147]
ad-column-4: mm nnn mmm nnnn mm mmmn nnm mmmm nnnn mmn nmm mmnn nnmm mn mmnm nnnn mmm mnmn nm mmnm nnnn mmmn mm nmnm nnnn mmm nnmn mmnm nnnm mnnn mmm nnnn mmm mnmn nnnm mmmm nnn mmm nnnm mmn nnmm mm mmmn nnmm mmn nmnm mmm nnmm nmnm mmnn mmm nnnn mmm nnmm mmnn mnm mnnm nnm mmm mnmn nnm mmnm nnmm mmm nnn mmnn nmnm mmm nnnm mmmn nmn mnmm nnm mmnm nnmm mmm nnn mmnn mnmm nnm mmmn nmnm mmm nnnn mmm nmnm mmnn mm nmn mmm nnnn mmm nnnm mmn nmnm mmm nnm mmnn nmnm mmm nnnm mmmn nmn mnmm nnm mmnm nnmm mmm nnn mmnn nmnm mmm nnnm mmmn nmn mnmm nnm mmnm nnmm mmm nnn mmnn nmnm mmm nnnm mmmn nmn mnmm nnm mmnm nnmm mmm nnn mmnn nmnm mmm nnnm mmmn nmn mnmm nnm mmnm nnmm mmm nnn mmnn nmnm mmm nnnm mmmn nmn mnmm nnm mmnm nnmm mmm nnn mmnn nmnm mmm nnnm mmmn nmn mnmm nnm mmnm nnmm mmm nnn mmnn nmnm mmm nnnm mmmn nmn mnmm nnm mmnm nnmm mmm nnn mmnn nmnm mmm nnnm mmmn nmn mnmm nnm mmnm nnmm mmm nnn mmnn nmnm mmm nnnm mmmn nmn mnmm nnm mmnm nnmm mmm nnn mmnn nmnm mmm nnnm mmmn nmn mnmm nnm mmnm nnmm mmm nnn mmnn nmnm mmm nnnm mmmn nmn mnmm nnm mmnm nnmm mmm nnn mmnn nmnm mmm nnnm mmmn nmn mnmm nnm mmnm nnmm mmm nnn mmnn nmnm mmm nnnm mmmn nmn mnmm nnm mmnm nnmm mmm nnn mmnn nmnm mmm nnnm mmmn nmn mnmm nnm mmnm nnmm mmm nnn mmnn nmnm mmm nnnm mmmn nmn mnmm nnm mmnm nnmm mmm nnn mmnn nmnm mmm nnnm mmmn nmn mnmm nnm mmnm nnmm mmm nnn mmnn nmnm mmm nnnm mmmn nmn mnmm nnm mmnm nnmm mmm nnn mmnn nmnm mmm nnnm mmmn nmn mnmm nnm mmnm nnmm mmm nnn mmnn nmnm mmm nnnm mmmn nmn mnmm nnm mmnm nnmm mmm nnn mmnn nmnm mmm nnnm mmmn nmn mnmm nnm mmnm nnmm mmm nnn mmnn nmnm mmm nnnm mmmn nmn mnmm nnm mmnm nnmm mmm nnn mmnn nmnm mmm nnnm mmmn nmn mnmm nnm mmnm nnmm mmm nnn mmnn nmnm mmm nnnm Notice to the Ladies of Manchester and Vicinity. mm nnn mmm nnnn mm mmmn nnm mmmm nnnn mmn nmm mmnn nnmm mn mmnm nnnn mmm mnmn nm mmnm nnnn mmmn mm nmnm nnnn mmm nnmn mmnm nnnm mnnn mmm nnnn mmm mnmn nnnm mmmm nnn mmm nnnm mmn nnmm mm mmmn nnmm mmn nmnm mmm nnmm nmnm mmnn mmm nnnn mmm nnmm mmnn mnm mnnm nnm mmm mnmn nnm mmnm nnmm mmm nnn mmnn nmnm mmm nnnm mmmn nmn mnmm nnm mmnm nnmm mmm nnn mmnn mnmm nnm mmmn nmnm mmm nnnn mmm nmnm mmnn mm nmn mmm nnnn mmm nnnm mmn nmnm mmm nnm mmnn nmnm mmm nnnm mmmn nmn mnmm nnm mmnm nnmm mmm nnn mmnn nmnm mmm nnnm mmmn nmn mnmm nnm mmnm nnmm mmm nnn mmnn nmnm mmm nnnm mmmn nmn mnmm nnm mmnm nnmm mmm nnn mmnn nmnm mmm nnnm mmmn nmn mnmm nnm mmnm nnmm mmm nnn mmnn nmnm mmm nnnm mmmn nmn mnmm nnm mmnm nnmm mmm nnn mmnn nmnm mmm nnnm mmmn nmn mnmm nnm mmnm nnmm mmm nnn mmnn nmnm mmm nnnm mmmn nmn mnmm nnm mmnm nnmm mmm nnn mmnn nmnm mmm nnnm mmmn nmn mnmm nnm mmnm nnmm mmm nnn mmnn nmnm mmm nnnm mmmn nmn mnmm nnm mmnm nnmm mmm nnn mmnn nmnm mmm nnnm mmmn nmn mnmm nnm mmnm nnmm mmm nnn mmnn nmnm mmm nnnm mmmn nmn mnmm nnm mmnm nnmm mmm nnn mmnn nmnm mmm nnnm mmmn nmn mnmm nnm mmnm nnmm mmm nnn mmnn nmnm mmm nnnm mmmn nmn mnmm nnm mmnm nnmm mmm nnn mmnn nmnm mmm nnnm mmmn nmn mnmm nnm mmnm nnmm mmm nnn mmnn nmnm mmm nnnm mmmn nmn mnmm nnm mmnm nnmm mmm nnn mmnn nmnm mmm nnnm mmmn nmn mnmm nnm mmnm nnmm mmm nnn mmnn nmnm mmm nnnm mmmn nmn mnmm nnm mmnm nnmm mmm nnn mmnn nmnm mmm nnnm mmmn nmn mnmm nnm mmnm nnmm mmm nnn mmnn nmnm mmm nnnm mmmn nmn mnmm nnm mmnm nnmm mmm nnn mmnn nmnm mmm nnnm mmmn nmn mnmm nnm mmnm nnmm mmm nnn mmnn nmnm mmm nnnm mmmn nmn mnmm nnm mmnm nnmm mmm nnn mmnn nmnm mmm nnnm mmmn nmn mnmm nnm mmnm nnmm mmm nnn mmnn nmnm mmm nnnm Tuesday, Friday, Saturday OCT. 10, 11, 12 mm nnn mmm nnnn mm mmmn nnm mmmm nnnn mmn nmm mmnn nnmm mn mmnm nnnn mmm mnmn nm mmnm nnnn mmmn mm nmnm nnnn mmm nnmn mmnm nnnm mnnn mmm nnnn mmm mnmn nnnm mmmm nnn mmm nnnm mmn nnmm mm mmmn nnmm mmn nmnm mmm nnmm nmnm mmnn mmm nnnn mmm nnmm mmnn mnm mnnm nnm mmm mnmn nnm mmnm nnmm mmm nnn mmnn nmnm mmm nnnm mmmn nmn mnmm nnm mmnm nnmm mmm nnn mmnn mnmm nnm mmmn nmnm mmm nnnn mmm nmnm mmnn mm nmn mmm nnnn mmm nnnm mmn nmnm mmm nnm mmnn nmnm mmm nnnm mmmn nmn mnmm nnm mmnm nnmm mmm nnn mmnn nmnm mmm nnnm mmmn nmn mnmm nnm mmnm nnmm mmm nnn mmnn nmnm mmm nnnm mmmn nmn mnmm nnm mmnm nnmm mmm nnn mmnn nmnm mmm nnnm mmmn nmn mnmm nnm mmnm nnmm mmm nnn mmnn nmnm mmm nnnm mmmn nmn mnmm nnm mmnm nnmm mmm nnn mmnn nmnm mmm nnnm mmmn nmn mnmm nnm mmnm nnmm mmm nnn mmnn nmnm mmm nnnm mmmn nmn mnmm nnm mmnm nnmm mmm nnn mmnn nmnm mmm nnnm mmmn nmn mnmm nnm mmnm nnmm mmm nnn mmnn nmnm mmm nnnm mmmn nmn mnmm nnm mmnm nnmm mmm nnn mmnn nmnm mmm nnnm mmmn nmn mnmm nnm mmnm nnmm mmm nnn mmnn nmnm mmm nnnm mmmn nmn mnmm nnm mmnm nnmm mmm nnn mmnn nmnm mmm nnnm mmmn nmn mnmm nnm mmnm nnmm mmm nnn mmnn nmnm mmm nnnm mmmn nmn mnmm nnm mmnm nnmm mmm nnn mmnn nmnm mmm nnnm mmmn nmn mnmm nnm mmnm nnmm mmm nnn mmnn nmnm mmm nnnm mmmn nmn mnmm nnm mmnm nnmm mmm nnn mmnn nmnm mmm nnnm mmmn nmn mnmm nnm mmnm nnmm mmm nnn mmnn nmnm mmm nnnm mmmn nmn mnmm nnm mmnm nnmm mmm nnn mmnn nmnm mmm nnnm mmmn nmn mnmm nnm mmnm nnmm mmm nnn mmnn nmnm mmm nnnm mmmn nmn mnmm nnm mmnm nnmm mmm nnn mmnn nmnm mmm nnnm mmmn nmn mnmm nnm mmnm nnmm mmm nnn mmnn nmnm mmm nnnm mmmn nmn mnmm nnm mmnm nnmm mmm nnn mmnn nmnm mmm nnnm mmmn nmn mnmm nnm mmnm nnmm mmm nnn mmnn nmnm mmm nnnm MILLINERY GOODS mm nnn mmm nnnn mm mmmn nnm mmmm nnnn mmn nmm mmnn nnmm mn mmnm nnnn mmm mnmn nm mmnm nnnn mmmn mm nmnm nnnn mmm nnmn mmnm nnnm mnnn mmm nnnn mmm mnmn nnnm mmmm nnn mmm nnnm mmn nnmm mm mmmn nnmm mmn nmnm mmm nnmm nmnm mmnn mmm nnnn mmm nnmm mmnn mnm mnnm nnm mmm mnmn nnm mmnm nnmm mmm nnn mmnn nmnm mmm nnnm mmmn nmn mnmm nnm mmnm nnmm mmm nnn mmnn mnmm nnm mmmn nmnm mmm nnnn mmm nmnm mmnn mm nmn mmm nnnn mmm nnnm mmn nmnm mmm nnm mmnn nmnm mmm nnnm mmmn nmn mnmm nnm mmnm nnmm mmm nnn mmnn nmnm mmm nnnm mmmn nmn mnmm nnm mmnm nnmm mmm nnn mmnn nmnm mmm nnnm mmmn nmn mnmm nnm mmnm nnmm mmm nnn mmnn nmnm mmm nnnm mmmn nmn mnmm nnm mmnm nnmm mmm nnn mmnn nmnm mmm nnnm mmmn nmn mnmm nnm mmnm nnmm mmm nnn mmnn nmnm mmm nnnm mmmn nmn mnmm nnm mmnm nnmm mmm nnn mmnn nmnm mmm nnnm mmmn nmn mnmm nnm mmnm nnmm mmm nnn mmnn nmnm mmm nnnm mmmn nmn mnmm nnm mmnm nnmm mmm nnn mmnn nmnm mmm nnnm mmmn nmn mnmm nnm mmnm nnmm mmm nnn mmnn nmnm mmm nnnm mmmn nmn mnmm nnm mmnm nnmm mmm nnn mmnn nmnm mmm nnnm mmmn nmn mnmm nnm mmnm nnmm mmm nnn mmnn nmnm mmm nnnm mmmn nmn mnmm nnm mmnm nnmm mmm nnn mmnn nmnm mmm nnnm mmmn nmn mnmm nnm mmnm nnmm mmm nnn mmnn nmnm mmm nnnm mmmn nmn mnmm nnm mmnm nnmm mmm nnn mmnn nmnm mmm nnnm mmmn nmn mnmm nnm mmnm nnmm mmm nnn mmnn nmnm mmm nnnm mmmn nmn mnmm nnm mmnm nnmm mmm nnn mmnn nmnm mmm nnnm mmmn nmn mnmm nnm mmnm nnmm mmm nnn mmnn nmnm mmm nnnm mmmn nmn mnmm nnm mmnm nnmm mmm nnn mmnn nmnm mmm nnnm mmmn nmn mnmm nnm mmnm nnmm mmm nnn mmnn nmnm mmm nnnm mmmn nmn mnmm nnm mmnm nnmm mmm nnn mmnn nmnm mmm nnnm mmmn nmn mnmm nnm mmnm nnmm mmm nnn mmnn nmnm mmm nnnm mmmn nmn mnmm nnm mmnm nnmm mmm nnn mmnn nmnm mmm nnnm Miss Mary Swift PEOPLE'S BANK mm nnn mmm nnnn mm mmmn nnm mmmm nnnn mmn nmm mmnn nnmm mn mmnm nnnn mmm mnmn nm mmnm nnnn mmmn mm nmnm nnnn mmm nnmn mmnm nnnm mnnn mmm nnnn mmm mnmn nnnm mmmm nnn mmm nnnm mmn nnmm mm mmmn nnmm mmn nmnm mmm nnmm nmnm mmnn mmm nnnn mmm nnmm mmnn mnm mnnm nnm mmm mnmn nnm mmnm nnmm mmm nnn mmnn nmnm mmm nnnm mmmn nmn mnmm nnm mmnm nnmm mmm nnn mmnn mnmm nnm mmmn nmnm mmm nnnn mmm nmnm mmnn mm nmn mmm nnnn mmm nnnm mmn nmnm mmm nnm mmnn nmnm mmm nnnm mmmn nmn mnmm nnm mmnm nnmm mmm nnn mmnn nmnm mmm nnnm mmmn nmn mnmm nnm mmnm nnmm mmm nnn mmnn nmnm mmm nnnm mmmn nmn mnmm nnm mmnm nnmm mmm nnn mmnn nmnm mmm nnnm mmmn nmn mnmm nnm mmnm nnmm mmm nnn mmnn nmnm mmm nnnm mmmn nmn mnmm nnm mmnm nnmm mmm nnn mmnn nmnm mmm nnnm mmmn nmn mnmm nnm mmnm nnmm mmm nnn mmnn nmnm mmm nnnm mmmn nmn mnmm nnm mmnm nnmm mmm nnn mmnn nmnm mmm nnnm mmmn nmn mnmm nnm mmnm nnmm mmm nnn mmnn nmnm mmm nnnm mmmn nmn mnmm nnm mmnm nnmm mmm nnn mmnn nmnm mmm nnnm mmmn nmn mnmm nnm mmnm nnmm mmm nnn mmnn nmnm mmm nnnm mmmn nmn mnmm nnm mmnm nnmm mmm nnn mmnn nmnm mmm nnnm mmmn nmn mnmm nnm mmnm nnmm mmm nnn mmnn nmnm mmm nnnm mmmn nmn mnmm nnm mmnm nnmm mmm nnn mmnn nmnm mmm nnnm mmmn nmn mnmm nnm mmnm nnmm mmm nnn mmnn nmnm mmm nnnm mmmn nmn mnmm nnm mmnm nnmm mmm nnn mmnn nmnm mmm nnnm mmmn nmn mnmm nnm mmnm nnmm mmm nnn mmnn nmnm mmm nnnm mmmn nmn mnmm nnm mmnm nnmm mmm nnn mmnn nmnm mmm nnnm mmmn nmn mnmm nnm mmnm nnmm mmm nnn mmnn nmnm mmm nnnm mmmn nmn mnmm nnm mmnm nnmm mmm nnn mmnn nmnm mmm nnnm mmmn nmn mnmm nnm mmnm nnmm mmm nnn mmnn nmnm mmm nnnm mmmn nmn mnmm nnm mmnm nnmm mmm nnn mmnn nmnm mmm nnnm mmmn nmn mnmm nnm mmnm nnmm mmm nnn mmnn nmnm mmm nnnm Try Elight Oil mm nnn mmm nnnn mm mmmn nnm mmmm nnnn mmn nmm mmnn nnmm mn mmnm nnnn mmm mnmn nm mmnm nnnn mmmn mm nmnm nnnn mmm nnmn mmnm nnnm mnnn mmm nnnn mmm mnmn nnnm mmmm nnn mmm nnnm mmn nnmm mm mmmn nnmm mmn nmnm mmm nnmm nmnm mmnn mmm nnnn mmm nnmm mmnn mnm mnnm nnm mmm mnmn nnm mmnm nnmm mmm nnn mmnn nmnm mmm nnnm mmmn nmn mnmm nnm mmnm nnmm mmm nnn mmnn mnmm nnm mmmn nmnm mmm nnnn mmm nmnm mmnn mm nmn mmm nnnn mmm nnnm mmn nmnm mmm nnm mmnn nmnm mmm nnnm mmmn nmn mnmm nnm mmnm nnmm mmm nnn mmnn nmnm mmm nnnm mmmn nmn mnmm nnm mmnm nnmm mmm nnn mmnn nmnm mmm nnnm mmmn nmn mnmm nnm mmnm nnmm mmm nnn mmnn nmnm mmm nnnm mmmn nmn mnmm nnm mmnm nnmm mmm nnn mmnn nmnm mmm nnnm mmmn nmn mnmm nnm mmnm nnmm mmm nnn mmnn nmnm mmm nnnm mmmn nmn mnmm nnm mmnm nnmm mmm nnn mmnn nmnm mmm nnnm mmmn nmn mnmm nnm mmnm nnmm mmm nnn mmnn nmnm mmm nnnm mmmn nmn mnmm nnm mmnm nnmm mmm nnn mmnn nmnm mmm nnnm mmmn nmn mnmm nnm mmnm nnmm mmm nnn mmnn nmnm mmm nnnm mmmn nmn mnmm nnm mmnm nnmm mmm nnn mmnn nmnm mmm nnnm mmmn nmn mnmm nnm mmnm nnmm mmm nnn mmnn nmnm mmm nnnm mmmn nmn mnmm nnm mmnm nnmm mmm nnn mmnn nmnm mmm nnnm mmmn nmn mnmm nnm mmnm nnmm mmm nnn mmnn nmnm mmm nnnm mmmn nmn mnmm nnm mmnm nnmm mmm nnn mmnn nmnm mmm nnnm mmmn nmn mnmm nnm mmnm nnmm mmm nnn mmnn nmnm mmm nnnm mmmn nmn mnmm nnm mmnm nnmm mmm nnn mmnn nmnm mmm nnnm mmmn nmn mnmm nnm mmnm nnmm mmm nnn mmnn nmnm mmm nnnm mmmn nmn mnmm nnm mmnm nnmm mmm nnn mmnn nmnm mmm nnnm mmmn nmn mnmm nnm mmnm nnmm mmm nnn mmnn nmnm mmm nnnm mmmn nmn mnmm nnm mmnm nnmm mmm nnn mmnn nmnm mmm nnnm mmmn nmn mnmm nnm mmnm nnmm mmm nnn mmnn nmnm mmm nnnm mmmn nmn mnmm nnm mmnm nnmm mmm nnn mmnn nmnm mmm nnnm — [534, 4, 592, 512]
left-column-4 — [201, 198, 268, 288]
harnesses-heading: HARNESSES — [686, 227, 746, 238]
schaible-ad: J. FRED SCHAIBLE. — [297, 192, 345, 197]
seaton-signature: Seaton W. Anderson. — [295, 108, 347, 114]
kreitner-ad: CHAS. KREITNER. — [298, 353, 344, 358]
notice-ad: Notice — [534, 129, 559, 139]
millinery-ad: MILLINERY GOODS — [534, 177, 592, 184]
jenter-ad: JENTER & RAUSCHENBERGER. — [663, 95, 739, 100]
long-coats-ad: NEW LONG COATS — [279, 17, 363, 27]
sell-furniture-ad: Sell You Furniture — [666, 38, 736, 47]
left-newspaper-page — [0, 0, 372, 516]
brevities-column-1 — [402, 58, 442, 508]
burial-caption: Eccentric Mode of Burial of the Dead. — [143, 296, 247, 303]
peoples-bank-ad: PEOPLE'S BANK — [537, 245, 589, 252]
ten-ponies-heading: TEN PONIES — [684, 107, 718, 113]
news-column-3 — [488, 4, 530, 512]
nations-cartoon — [66, 432, 126, 506]
column-text — [6, 12, 60, 506]
westgate-ad: WESTGATE — [698, 337, 744, 346]
elight-oil-ad: Try Elight Oil — [542, 288, 584, 310]
cartoon-caption: What People of Various Nations Save. — [70, 416, 124, 428]
